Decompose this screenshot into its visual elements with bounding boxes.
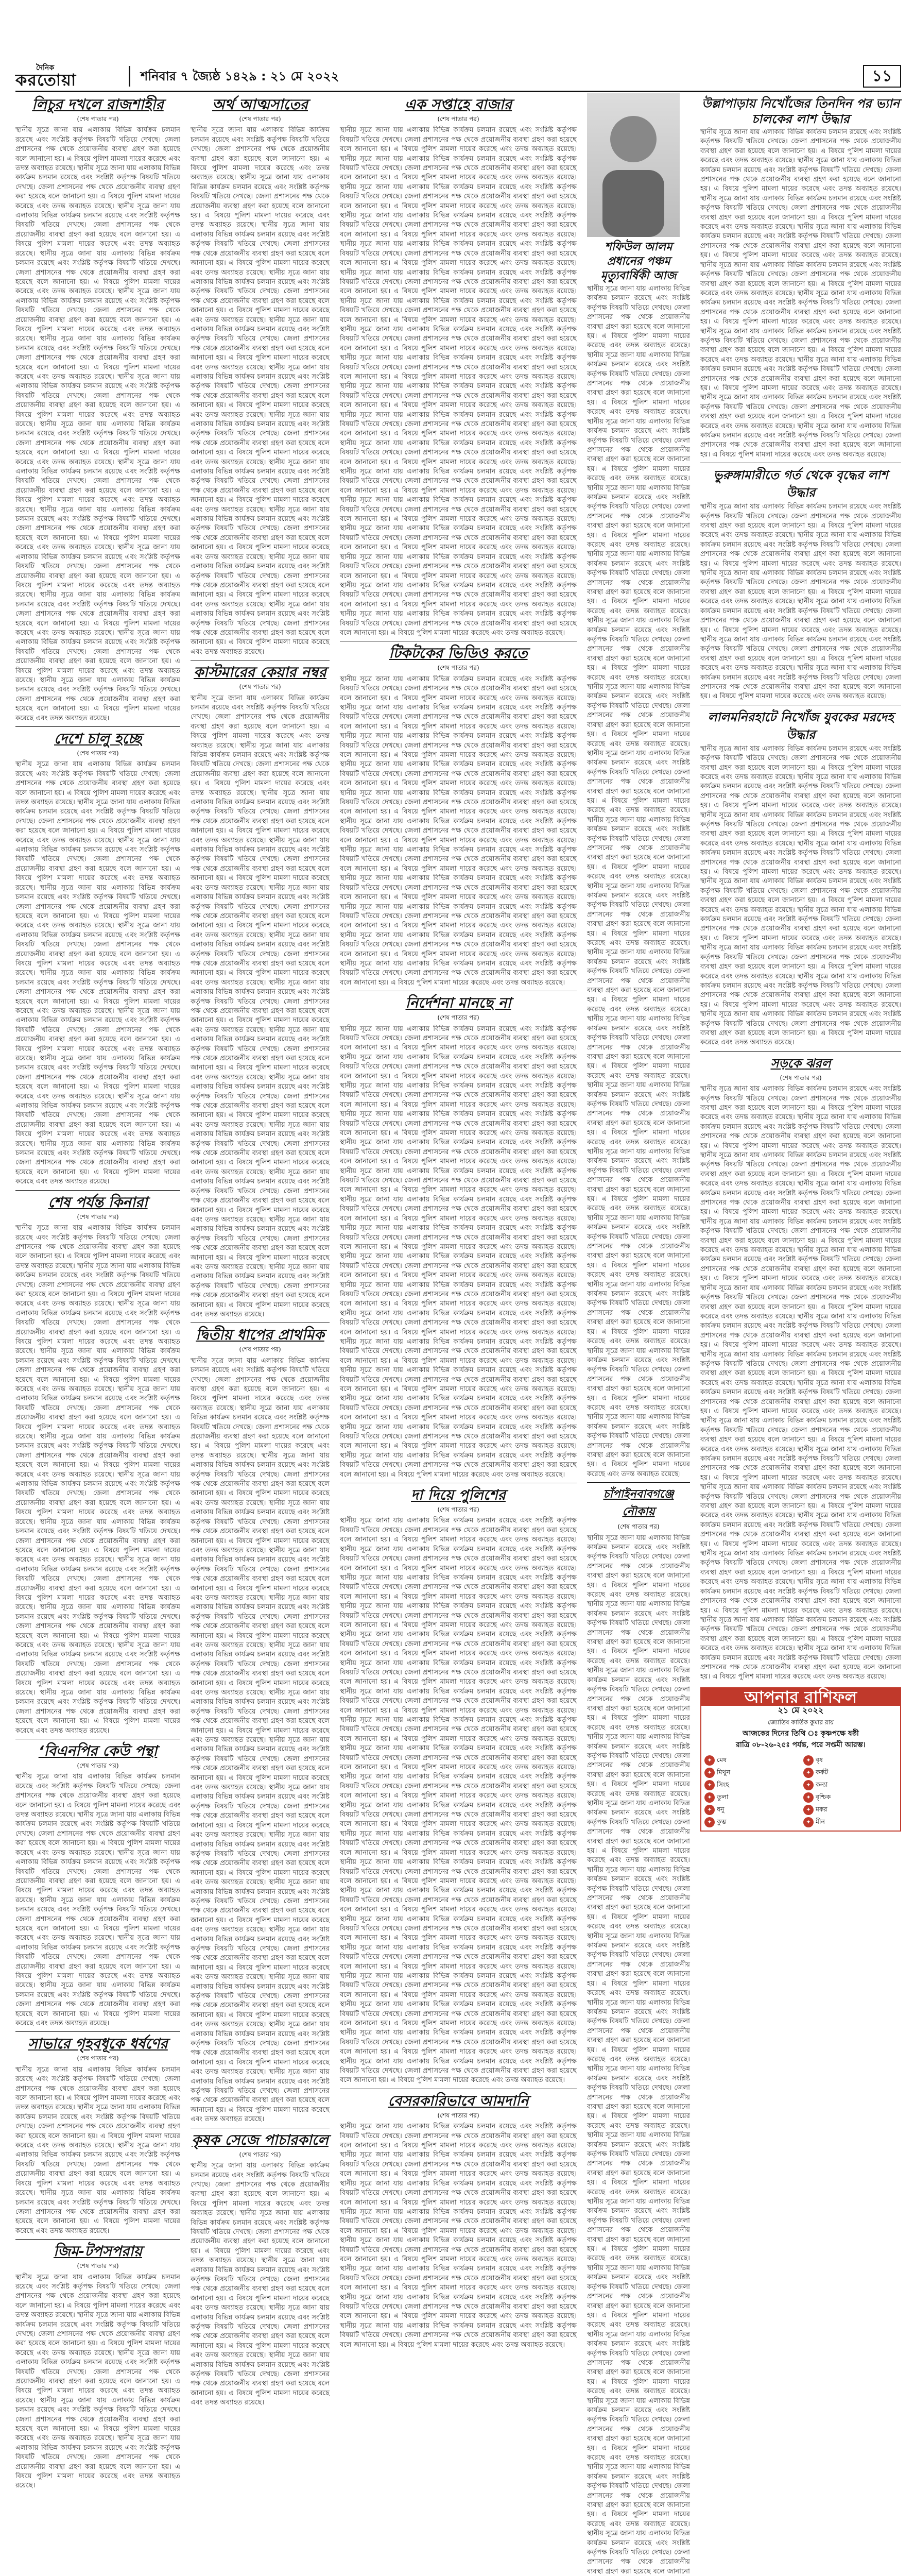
horoscope-sign <box>803 1805 897 1815</box>
horoscope-box <box>700 1687 901 1832</box>
zodiac-icon: ✦ <box>803 1768 814 1778</box>
continued-label: (শেষ পাতার পর) <box>437 1506 479 1514</box>
horoscope-sign <box>803 1755 897 1766</box>
article-body: স্থানীয় সূত্রে জানা যায় এলাকায় বিভিন্ন কার্যক্রম চলমান রয়েছে এবং সংশ্লিষ্ট কর্তৃপক্ষ বিষয়টি খতিয়ে দেখছে। জেলা প্রশাসনের পক্ষ থেকে প্রয়োজনীয় ব্যবস্থা গ্রহণ করা হয়েছে বলে জানানো হয়। এ বিষয়ে পুলিশ মামলা দায়ের করেছে এবং তদন্ত অব্যাহত রয়েছে। স্থানীয় সূত্রে জানা যায় এলাকায় বিভিন্ন কার্যক্রম চলমান রয়েছে এবং সংশ্লিষ্ট কর্তৃপক্ষ বিষয়টি খতিয়ে দেখছে। জেলা প্রশাসনের পক্ষ থেকে প্রয়োজনীয় ব্যবস্থা গ্রহণ করা হয়েছে বলে জানানো হয়। এ বিষয়ে পুলিশ মামলা দায়ের করেছে এবং তদন্ত অব্যাহত রয়েছে। স্থানীয় সূত্রে জানা যায় এলাকায় বিভিন্ন কার্যক্রম চলমান রয়েছে এবং সংশ্লিষ্ট কর্তৃপক্ষ বিষয়টি খতিয়ে দেখছে। জেলা প্রশাসনের পক্ষ থেকে প্রয়োজনীয় ব্যবস্থা গ্রহণ করা হয়েছে বলে জানানো হয়। এ বিষয়ে পুলিশ মামলা দায়ের করেছে এবং তদন্ত অব্যাহত রয়েছে। স্থানীয় সূত্রে জানা যায় এলাকায় বিভিন্ন কার্যক্রম চলমান রয়েছে এবং সংশ্লিষ্ট কর্তৃপক্ষ বিষয়টি খতিয়ে দেখছে। জেলা প্রশাসনের পক্ষ থেকে প্রয়োজনীয় ব্যবস্থা গ্রহণ করা হয়েছে বলে জানানো হয়। এ বিষয়ে পুলিশ মামলা দায়ের করেছে এবং তদন্ত অব্যাহত রয়েছে। স্থানীয় সূত্রে জানা যায় এলাকায় বিভিন্ন কার্যক্রম চলমান রয়েছে এবং সংশ্লিষ্ট কর্তৃপক্ষ বিষয়টি খতিয়ে দেখছে। জেলা প্রশাসনের পক্ষ থেকে প্রয়োজনীয় ব্যবস্থা গ্রহণ করা হয়েছে বলে জানানো হয়। এ বিষয়ে পুলিশ মামলা দায়ের করেছে এবং তদন্ত অব্যাহত রয়েছে। স্থানীয় সূত্রে জানা যায় এলাকায় বিভিন্ন কার্যক্রম চলমান রয়েছে এবং সংশ্লিষ্ট কর্তৃপক্ষ বিষয়টি খতিয়ে দেখছে। জেলা প্রশাসনের পক্ষ থেকে প্রয়োজনীয় ব্যবস্থা গ্রহণ করা হয়েছে বলে জানানো হয়। এ বিষয়ে পুলিশ মামলা দায়ের করেছে এবং তদন্ত অব্যাহত রয়েছে। স্থানীয় সূত্রে জানা যায় এলাকায় বিভিন্ন কার্যক্রম চলমান রয়েছে এবং সংশ্লিষ্ট কর্তৃপক্ষ বিষয়টি খতিয়ে দেখছে। জেলা প্রশাসনের পক্ষ থেকে প্রয়োজনীয় ব্যবস্থা গ্রহণ করা হয়েছে বলে জানানো হয়। এ বিষয়ে পুলিশ মামলা দায়ের করেছে এবং তদন্ত অব্যাহত রয়েছে। স্থানীয় সূত্রে জানা যায় এলাকায় বিভিন্ন কার্যক্রম চলমান রয়েছে এবং সংশ্লিষ্ট কর্তৃপক্ষ বিষয়টি খতিয়ে দেখছে। জেলা প্রশাসনের পক্ষ থেকে প্রয়োজনীয় ব্যবস্থা গ্রহণ করা হয়েছে বলে জানানো হয়। এ বিষয়ে পুলিশ মামলা দায়ের করেছে এবং তদন্ত অব্যাহত রয়েছে। স্থানীয় সূত্রে জানা যায় এলাকায় বিভিন্ন কার্যক্রম চলমান রয়েছে এবং সংশ্লিষ্ট কর্তৃপক্ষ বিষয়টি খতিয়ে দেখছে। জেলা প্রশাসনের পক্ষ থেকে প্রয়োজনীয় ব্যবস্থা গ্রহণ করা হয়েছে বলে জানানো হয়। এ বিষয়ে পুলিশ মামলা দায়ের করেছে এবং তদন্ত অব্যাহত রয়েছে। স্থানীয় সূত্রে জানা যায় এলাকায় বিভিন্ন কার্যক্রম চলমান রয়েছে এবং সংশ্লিষ্ট কর্তৃপক্ষ বিষয়টি খতিয়ে দেখছে। জেলা প্রশাসনের পক্ষ থেকে প্রয়োজনীয় ব্যবস্থা গ্রহণ করা হয়েছে বলে জানানো হয়। এ বিষয়ে পুলিশ মামলা দায়ের করেছে এবং তদন্ত অব্যাহত রয়েছে। স্থানীয় সূত্রে জানা যায় এলাকায় বিভিন্ন কার্যক্রম চলমান রয়েছে এবং সংশ্লিষ্ট কর্তৃপক্ষ বিষয়টি খতিয়ে দেখছে। জেলা প্রশাসনের পক্ষ থেকে প্রয়োজনীয় ব্যবস্থা গ্রহণ করা হয়েছে বলে জানানো হয়। এ বিষয়ে পুলিশ মামলা দায়ের করেছে এবং তদন্ত অব্যাহত রয়েছে। <box>191 126 330 656</box>
headline-a22: সড়কে ঝরল <box>770 1056 831 1071</box>
headline-a21: লালমনিরহাটে নিখোঁজ যুবকের মরদেহ উদ্ধার <box>708 709 894 742</box>
zodiac-icon: ✦ <box>704 1768 715 1778</box>
article-body: স্থানীয় সূত্রে জানা যায় এলাকায় বিভিন্ন কার্যক্রম চলমান রয়েছে এবং সংশ্লিষ্ট কর্তৃপক্ষ বিষয়টি খতিয়ে দেখছে। জেলা প্রশাসনের পক্ষ থেকে প্রয়োজনীয় ব্যবস্থা গ্রহণ করা হয়েছে বলে জানানো হয়। এ বিষয়ে পুলিশ মামলা দায়ের করেছে এবং তদন্ত অব্যাহত রয়েছে। স্থানীয় সূত্রে জানা যায় এলাকায় বিভিন্ন কার্যক্রম চলমান রয়েছে এবং সংশ্লিষ্ট কর্তৃপক্ষ বিষয়টি খতিয়ে দেখছে। জেলা প্রশাসনের পক্ষ থেকে প্রয়োজনীয় ব্যবস্থা গ্রহণ করা হয়েছে বলে জানানো হয়। এ বিষয়ে পুলিশ মামলা দায়ের করেছে এবং তদন্ত অব্যাহত রয়েছে। স্থানীয় সূত্রে জানা যায় এলাকায় বিভিন্ন কার্যক্রম চলমান রয়েছে এবং সংশ্লিষ্ট কর্তৃপক্ষ বিষয়টি খতিয়ে দেখছে। জেলা প্রশাসনের পক্ষ থেকে প্রয়োজনীয় ব্যবস্থা গ্রহণ করা হয়েছে বলে জানানো হয়। এ বিষয়ে পুলিশ মামলা দায়ের করেছে এবং তদন্ত অব্যাহত রয়েছে। স্থানীয় সূত্রে জানা যায় এলাকায় বিভিন্ন কার্যক্রম চলমান রয়েছে এবং সংশ্লিষ্ট কর্তৃপক্ষ বিষয়টি খতিয়ে দেখছে। জেলা প্রশাসনের পক্ষ থেকে প্রয়োজনীয় ব্যবস্থা গ্রহণ করা হয়েছে বলে জানানো হয়। এ বিষয়ে পুলিশ মামলা দায়ের করেছে এবং তদন্ত অব্যাহত রয়েছে। স্থানীয় সূত্রে জানা যায় এলাকায় বিভিন্ন কার্যক্রম চলমান রয়েছে এবং সংশ্লিষ্ট কর্তৃপক্ষ বিষয়টি খতিয়ে দেখছে। জেলা প্রশাসনের পক্ষ থেকে প্রয়োজনীয় ব্যবস্থা গ্রহণ করা হয়েছে বলে জানানো হয়। এ বিষয়ে পুলিশ মামলা দায়ের করেছে এবং তদন্ত অব্যাহত রয়েছে। স্থানীয় সূত্রে জানা যায় এলাকায় বিভিন্ন কার্যক্রম চলমান রয়েছে এবং সংশ্লিষ্ট কর্তৃপক্ষ বিষয়টি খতিয়ে দেখছে। জেলা প্রশাসনের পক্ষ থেকে প্রয়োজনীয় ব্যবস্থা গ্রহণ করা হয়েছে বলে জানানো হয়। এ বিষয়ে পুলিশ মামলা দায়ের করেছে এবং তদন্ত অব্যাহত রয়েছে। স্থানীয় সূত্রে জানা যায় এলাকায় বিভিন্ন কার্যক্রম চলমান রয়েছে এবং সংশ্লিষ্ট কর্তৃপক্ষ বিষয়টি খতিয়ে দেখছে। জেলা প্রশাসনের পক্ষ থেকে প্রয়োজনীয় ব্যবস্থা গ্রহণ করা হয়েছে বলে জানানো হয়। এ বিষয়ে পুলিশ মামলা দায়ের করেছে এবং তদন্ত অব্যাহত রয়েছে। স্থানীয় সূত্রে জানা যায় এলাকায় বিভিন্ন কার্যক্রম চলমান রয়েছে এবং সংশ্লিষ্ট কর্তৃপক্ষ বিষয়টি খতিয়ে দেখছে। জেলা প্রশাসনের পক্ষ থেকে প্রয়োজনীয় ব্যবস্থা গ্রহণ করা হয়েছে বলে জানানো হয়। এ বিষয়ে পুলিশ মামলা দায়ের করেছে এবং তদন্ত অব্যাহত রয়েছে। স্থানীয় সূত্রে জানা যায় এলাকায় বিভিন্ন কার্যক্রম চলমান রয়েছে এবং সংশ্লিষ্ট কর্তৃপক্ষ বিষয়টি খতিয়ে দেখছে। জেলা প্রশাসনের পক্ষ থেকে প্রয়োজনীয় ব্যবস্থা গ্রহণ করা হয়েছে বলে জানানো হয়। এ বিষয়ে পুলিশ মামলা দায়ের করেছে এবং তদন্ত অব্যাহত রয়েছে। স্থানীয় সূত্রে জানা যায় এলাকায় বিভিন্ন কার্যক্রম চলমান রয়েছে এবং সংশ্লিষ্ট কর্তৃপক্ষ বিষয়টি খতিয়ে দেখছে। জেলা প্রশাসনের পক্ষ থেকে প্রয়োজনীয় ব্যবস্থা গ্রহণ করা হয়েছে বলে জানানো হয়। এ বিষয়ে পুলিশ মামলা দায়ের করেছে এবং তদন্ত অব্যাহত রয়েছে। স্থানীয় সূত্রে জানা যায় এলাকায় বিভিন্ন কার্যক্রম চলমান রয়েছে এবং সংশ্লিষ্ট কর্তৃপক্ষ বিষয়টি খতিয়ে দেখছে। জেলা প্রশাসনের পক্ষ থেকে প্রয়োজনীয় ব্যবস্থা গ্রহণ করা হয়েছে বলে জানানো হয়। এ বিষয়ে পুলিশ মামলা দায়ের করেছে এবং তদন্ত অব্যাহত রয়েছে। স্থানীয় সূত্রে জানা যায় এলাকায় বিভিন্ন কার্যক্রম চলমান রয়েছে এবং সংশ্লিষ্ট কর্তৃপক্ষ বিষয়টি খতিয়ে দেখছে। জেলা প্রশাসনের পক্ষ থেকে প্রয়োজনীয় ব্যবস্থা গ্রহণ করা হয়েছে বলে জানানো হয়। এ বিষয়ে পুলিশ মামলা দায়ের করেছে এবং তদন্ত অব্যাহত রয়েছে। স্থানীয় সূত্রে জানা যায় এলাকায় বিভিন্ন কার্যক্রম চলমান রয়েছে এবং সংশ্লিষ্ট কর্তৃপক্ষ বিষয়টি খতিয়ে দেখছে। জেলা প্রশাসনের পক্ষ থেকে প্রয়োজনীয় ব্যবস্থা গ্রহণ করা হয়েছে বলে জানানো হয়। এ বিষয়ে পুলিশ মামলা দায়ের করেছে এবং তদন্ত অব্যাহত রয়েছে। স্থানীয় সূত্রে জানা যায় এলাকায় বিভিন্ন কার্যক্রম চলমান রয়েছে এবং সংশ্লিষ্ট কর্তৃপক্ষ বিষয়টি খতিয়ে দেখছে। জেলা প্রশাসনের পক্ষ থেকে প্রয়োজনীয় ব্যবস্থা গ্রহণ করা হয়েছে বলে জানানো হয়। এ বিষয়ে পুলিশ মামলা দায়ের করেছে এবং তদন্ত অব্যাহত রয়েছে। স্থানীয় সূত্রে জানা যায় এলাকায় বিভিন্ন কার্যক্রম চলমান রয়েছে এবং সংশ্লিষ্ট কর্তৃপক্ষ বিষয়টি খতিয়ে দেখছে। জেলা প্রশাসনের পক্ষ থেকে প্রয়োজনীয় ব্যবস্থা গ্রহণ করা হয়েছে বলে জানানো হয়। এ বিষয়ে পুলিশ মামলা দায়ের করেছে এবং তদন্ত অব্যাহত রয়েছে। স্থানীয় সূত্রে জানা যায় এলাকায় বিভিন্ন কার্যক্রম চলমান রয়েছে এবং সংশ্লিষ্ট কর্তৃপক্ষ বিষয়টি খতিয়ে দেখছে। জেলা প্রশাসনের পক্ষ থেকে প্রয়োজনীয় ব্যবস্থা গ্রহণ করা হয়েছে বলে জানানো হয়। এ বিষয়ে পুলিশ মামলা দায়ের করেছে এবং তদন্ত অব্যাহত রয়েছে। স্থানীয় সূত্রে জানা যায় এলাকায় বিভিন্ন কার্যক্রম চলমান রয়েছে এবং সংশ্লিষ্ট কর্তৃপক্ষ বিষয়টি খতিয়ে দেখছে। জেলা প্রশাসনের পক্ষ থেকে প্রয়োজনীয় ব্যবস্থা গ্রহণ করা হয়েছে বলে জানানো হয়। এ বিষয়ে পুলিশ মামলা দায়ের করেছে এবং তদন্ত অব্যাহত রয়েছে। স্থানীয় সূত্রে জানা যায় এলাকায় বিভিন্ন কার্যক্রম চলমান রয়েছে এবং সংশ্লিষ্ট কর্তৃপক্ষ বিষয়টি খতিয়ে দেখছে। জেলা প্রশাসনের পক্ষ থেকে প্রয়োজনীয় ব্যবস্থা গ্রহণ করা হয়েছে বলে জানানো হয়। এ বিষয়ে পুলিশ মামলা দায়ের করেছে এবং তদন্ত অব্যাহত রয়েছে। <box>700 1085 901 1681</box>
headline-a13: নির্দেশনা মানছে না <box>405 994 511 1012</box>
horoscope-time: রাত্রি ০৮-২৬-২৫ঃ পর্যন্ত, পরে সপ্তমী আরম্ভ। <box>736 1741 866 1750</box>
horoscope-sign-name: মিথুন <box>717 1768 731 1776</box>
horoscope-sign-name: বৃষ <box>816 1755 823 1764</box>
article-body: স্থানীয় সূত্রে জানা যায় এলাকায় বিভিন্ন কার্যক্রম চলমান রয়েছে এবং সংশ্লিষ্ট কর্তৃপক্ষ বিষয়টি খতিয়ে দেখছে। জেলা প্রশাসনের পক্ষ থেকে প্রয়োজনীয় ব্যবস্থা গ্রহণ করা হয়েছে বলে জানানো হয়। এ বিষয়ে পুলিশ মামলা দায়ের করেছে এবং তদন্ত অব্যাহত রয়েছে। স্থানীয় সূত্রে জানা যায় এলাকায় বিভিন্ন কার্যক্রম চলমান রয়েছে এবং সংশ্লিষ্ট কর্তৃপক্ষ বিষয়টি খতিয়ে দেখছে। জেলা প্রশাসনের পক্ষ থেকে প্রয়োজনীয় ব্যবস্থা গ্রহণ করা হয়েছে বলে জানানো হয়। এ বিষয়ে পুলিশ মামলা দায়ের করেছে এবং তদন্ত অব্যাহত রয়েছে। স্থানীয় সূত্রে জানা যায় এলাকায় বিভিন্ন কার্যক্রম চলমান রয়েছে এবং সংশ্লিষ্ট কর্তৃপক্ষ বিষয়টি খতিয়ে দেখছে। জেলা প্রশাসনের পক্ষ থেকে প্রয়োজনীয় ব্যবস্থা গ্রহণ করা হয়েছে বলে জানানো হয়। এ বিষয়ে পুলিশ মামলা দায়ের করেছে এবং তদন্ত অব্যাহত রয়েছে। স্থানীয় সূত্রে জানা যায় এলাকায় বিভিন্ন কার্যক্রম চলমান রয়েছে এবং সংশ্লিষ্ট কর্তৃপক্ষ বিষয়টি খতিয়ে দেখছে। জেলা প্রশাসনের পক্ষ থেকে প্রয়োজনীয় ব্যবস্থা গ্রহণ করা হয়েছে বলে জানানো হয়। এ বিষয়ে পুলিশ মামলা দায়ের করেছে এবং তদন্ত অব্যাহত রয়েছে। স্থানীয় সূত্রে জানা যায় এলাকায় বিভিন্ন কার্যক্রম চলমান রয়েছে এবং সংশ্লিষ্ট কর্তৃপক্ষ বিষয়টি খতিয়ে দেখছে। জেলা প্রশাসনের পক্ষ থেকে প্রয়োজনীয় ব্যবস্থা গ্রহণ করা হয়েছে বলে জানানো হয়। এ বিষয়ে পুলিশ মামলা দায়ের করেছে এবং তদন্ত অব্যাহত রয়েছে। স্থানীয় সূত্রে জানা যায় এলাকায় বিভিন্ন কার্যক্রম চলমান রয়েছে এবং সংশ্লিষ্ট কর্তৃপক্ষ বিষয়টি খতিয়ে দেখছে। জেলা প্রশাসনের পক্ষ থেকে প্রয়োজনীয় ব্যবস্থা গ্রহণ করা হয়েছে বলে জানানো হয়। এ বিষয়ে পুলিশ মামলা দায়ের করেছে এবং তদন্ত অব্যাহত রয়েছে। <box>700 503 901 701</box>
horoscope-sign <box>803 1780 897 1790</box>
headline-a15: বেসরকারিভাবে আমদানি <box>388 2092 529 2109</box>
headline-a19: উল্লাপাড়ায় নিখোঁজের তিনদিন পর ভ্যান চালকের লাশ উদ্ধার <box>701 96 900 126</box>
headline-a14: দা দিয়ে পুলিশের <box>411 1486 506 1504</box>
horoscope-sign <box>803 1817 897 1827</box>
article-body: স্থানীয় সূত্রে জানা যায় এলাকায় বিভিন্ন কার্যক্রম চলমান রয়েছে এবং সংশ্লিষ্ট কর্তৃপক্ষ বিষয়টি খতিয়ে দেখছে। জেলা প্রশাসনের পক্ষ থেকে প্রয়োজনীয় ব্যবস্থা গ্রহণ করা হয়েছে বলে জানানো হয়। এ বিষয়ে পুলিশ মামলা দায়ের করেছে এবং তদন্ত অব্যাহত রয়েছে। স্থানীয় সূত্রে জানা যায় এলাকায় বিভিন্ন কার্যক্রম চলমান রয়েছে এবং সংশ্লিষ্ট কর্তৃপক্ষ বিষয়টি খতিয়ে দেখছে। জেলা প্রশাসনের পক্ষ থেকে প্রয়োজনীয় ব্যবস্থা গ্রহণ করা হয়েছে বলে জানানো হয়। এ বিষয়ে পুলিশ মামলা দায়ের করেছে এবং তদন্ত অব্যাহত রয়েছে। স্থানীয় সূত্রে জানা যায় এলাকায় বিভিন্ন কার্যক্রম চলমান রয়েছে এবং সংশ্লিষ্ট কর্তৃপক্ষ বিষয়টি খতিয়ে দেখছে। জেলা প্রশাসনের পক্ষ থেকে প্রয়োজনীয় ব্যবস্থা গ্রহণ করা হয়েছে বলে জানানো হয়। এ বিষয়ে পুলিশ মামলা দায়ের করেছে এবং তদন্ত অব্যাহত রয়েছে। স্থানীয় সূত্রে জানা যায় এলাকায় বিভিন্ন কার্যক্রম চলমান রয়েছে এবং সংশ্লিষ্ট কর্তৃপক্ষ বিষয়টি খতিয়ে দেখছে। জেলা প্রশাসনের পক্ষ থেকে প্রয়োজনীয় ব্যবস্থা গ্রহণ করা হয়েছে বলে জানানো হয়। এ বিষয়ে পুলিশ মামলা দায়ের করেছে এবং তদন্ত অব্যাহত রয়েছে। স্থানীয় সূত্রে জানা যায় এলাকায় বিভিন্ন কার্যক্রম চলমান রয়েছে এবং সংশ্লিষ্ট কর্তৃপক্ষ বিষয়টি খতিয়ে দেখছে। জেলা প্রশাসনের পক্ষ থেকে প্রয়োজনীয় ব্যবস্থা গ্রহণ করা হয়েছে বলে জানানো হয়। এ বিষয়ে পুলিশ মামলা দায়ের করেছে এবং তদন্ত অব্যাহত রয়েছে। স্থানীয় সূত্রে জানা যায় এলাকায় বিভিন্ন কার্যক্রম চলমান রয়েছে এবং সংশ্লিষ্ট কর্তৃপক্ষ বিষয়টি খতিয়ে দেখছে। জেলা প্রশাসনের পক্ষ থেকে প্রয়োজনীয় ব্যবস্থা গ্রহণ করা হয়েছে বলে জানানো হয়। এ বিষয়ে পুলিশ মামলা দায়ের করেছে এবং তদন্ত অব্যাহত রয়েছে। স্থানীয় সূত্রে জানা যায় এলাকায় বিভিন্ন কার্যক্রম চলমান রয়েছে এবং সংশ্লিষ্ট কর্তৃপক্ষ বিষয়টি খতিয়ে দেখছে। জেলা প্রশাসনের পক্ষ থেকে প্রয়োজনীয় ব্যবস্থা গ্রহণ করা হয়েছে বলে জানানো হয়। এ বিষয়ে পুলিশ মামলা দায়ের করেছে এবং তদন্ত অব্যাহত রয়েছে। স্থানীয় সূত্রে জানা যায় এলাকায় বিভিন্ন কার্যক্রম চলমান রয়েছে এবং সংশ্লিষ্ট কর্তৃপক্ষ বিষয়টি খতিয়ে দেখছে। জেলা প্রশাসনের পক্ষ থেকে প্রয়োজনীয় ব্যবস্থা গ্রহণ করা হয়েছে বলে জানানো হয়। এ বিষয়ে পুলিশ মামলা দায়ের করেছে এবং তদন্ত অব্যাহত রয়েছে। স্থানীয় সূত্রে জানা যায় এলাকায় বিভিন্ন কার্যক্রম চলমান রয়েছে এবং সংশ্লিষ্ট কর্তৃপক্ষ বিষয়টি খতিয়ে দেখছে। জেলা প্রশাসনের পক্ষ থেকে প্রয়োজনীয় ব্যবস্থা গ্রহণ করা হয়েছে বলে জানানো হয়। এ বিষয়ে পুলিশ মামলা দায়ের করেছে এবং তদন্ত অব্যাহত রয়েছে। স্থানীয় সূত্রে জানা যায় এলাকায় বিভিন্ন কার্যক্রম চলমান রয়েছে এবং সংশ্লিষ্ট কর্তৃপক্ষ বিষয়টি খতিয়ে দেখছে। জেলা প্রশাসনের পক্ষ থেকে প্রয়োজনীয় ব্যবস্থা গ্রহণ করা হয়েছে বলে জানানো হয়। এ বিষয়ে পুলিশ মামলা দায়ের করেছে এবং তদন্ত অব্যাহত রয়েছে। স্থানীয় সূত্রে জানা যায় এলাকায় বিভিন্ন কার্যক্রম চলমান রয়েছে এবং সংশ্লিষ্ট কর্তৃপক্ষ বিষয়টি খতিয়ে দেখছে। জেলা প্রশাসনের পক্ষ থেকে প্রয়োজনীয় ব্যবস্থা গ্রহণ করা হয়েছে বলে জানানো হয়। এ বিষয়ে পুলিশ মামলা দায়ের করেছে এবং তদন্ত অব্যাহত রয়েছে। স্থানীয় সূত্রে জানা যায় এলাকায় বিভিন্ন কার্যক্রম চলমান রয়েছে এবং সংশ্লিষ্ট কর্তৃপক্ষ বিষয়টি খতিয়ে দেখছে। জেলা প্রশাসনের পক্ষ থেকে প্রয়োজনীয় ব্যবস্থা গ্রহণ করা হয়েছে বলে জানানো হয়। এ বিষয়ে পুলিশ মামলা দায়ের করেছে এবং তদন্ত অব্যাহত রয়েছে। স্থানীয় সূত্রে জানা যায় এলাকায় বিভিন্ন কার্যক্রম চলমান রয়েছে এবং সংশ্লিষ্ট কর্তৃপক্ষ বিষয়টি খতিয়ে দেখছে। জেলা প্রশাসনের পক্ষ থেকে প্রয়োজনীয় ব্যবস্থা গ্রহণ করা হয়েছে বলে জানানো হয়। এ বিষয়ে পুলিশ মামলা দায়ের করেছে এবং তদন্ত অব্যাহত রয়েছে। স্থানীয় সূত্রে জানা যায় এলাকায় বিভিন্ন কার্যক্রম চলমান রয়েছে এবং সংশ্লিষ্ট কর্তৃপক্ষ বিষয়টি খতিয়ে দেখছে। জেলা প্রশাসনের পক্ষ থেকে প্রয়োজনীয় ব্যবস্থা গ্রহণ করা হয়েছে বলে জানানো হয়। এ বিষয়ে পুলিশ মামলা দায়ের করেছে এবং তদন্ত অব্যাহত রয়েছে। স্থানীয় সূত্রে জানা যায় এলাকায় বিভিন্ন কার্যক্রম চলমান রয়েছে এবং সংশ্লিষ্ট কর্তৃপক্ষ বিষয়টি খতিয়ে দেখছে। জেলা প্রশাসনের পক্ষ থেকে প্রয়োজনীয় ব্যবস্থা গ্রহণ করা হয়েছে বলে জানানো হয়। এ বিষয়ে পুলিশ মামলা দায়ের করেছে এবং তদন্ত অব্যাহত রয়েছে। স্থানীয় সূত্রে জানা যায় এলাকায় বিভিন্ন কার্যক্রম চলমান রয়েছে এবং সংশ্লিষ্ট কর্তৃপক্ষ বিষয়টি খতিয়ে দেখছে। জেলা প্রশাসনের পক্ষ থেকে প্রয়োজনীয় ব্যবস্থা গ্রহণ করা হয়েছে বলে জানানো হয়। এ বিষয়ে পুলিশ মামলা দায়ের করেছে এবং তদন্ত অব্যাহত রয়েছে। <box>191 1357 330 2124</box>
article-body: স্থানীয় সূত্রে জানা যায় এলাকায় বিভিন্ন কার্যক্রম চলমান রয়েছে এবং সংশ্লিষ্ট কর্তৃপক্ষ বিষয়টি খতিয়ে দেখছে। জেলা প্রশাসনের পক্ষ থেকে প্রয়োজনীয় ব্যবস্থা গ্রহণ করা হয়েছে বলে জানানো হয়। এ বিষয়ে পুলিশ মামলা দায়ের করেছে এবং তদন্ত অব্যাহত রয়েছে। স্থানীয় সূত্রে জানা যায় এলাকায় বিভিন্ন কার্যক্রম চলমান রয়েছে এবং সংশ্লিষ্ট কর্তৃপক্ষ বিষয়টি খতিয়ে দেখছে। জেলা প্রশাসনের পক্ষ থেকে প্রয়োজনীয় ব্যবস্থা গ্রহণ করা হয়েছে বলে জানানো হয়। এ বিষয়ে পুলিশ মামলা দায়ের করেছে এবং তদন্ত অব্যাহত রয়েছে। স্থানীয় সূত্রে জানা যায় এলাকায় বিভিন্ন কার্যক্রম চলমান রয়েছে এবং সংশ্লিষ্ট কর্তৃপক্ষ বিষয়টি খতিয়ে দেখছে। জেলা প্রশাসনের পক্ষ থেকে প্রয়োজনীয় ব্যবস্থা গ্রহণ করা হয়েছে বলে জানানো হয়। এ বিষয়ে পুলিশ মামলা দায়ের করেছে এবং তদন্ত অব্যাহত রয়েছে। স্থানীয় সূত্রে জানা যায় এলাকায় বিভিন্ন কার্যক্রম চলমান রয়েছে এবং সংশ্লিষ্ট কর্তৃপক্ষ বিষয়টি খতিয়ে দেখছে। জেলা প্রশাসনের পক্ষ থেকে প্রয়োজনীয় ব্যবস্থা গ্রহণ করা হয়েছে বলে জানানো হয়। এ বিষয়ে পুলিশ মামলা দায়ের করেছে এবং তদন্ত অব্যাহত রয়েছে। স্থানীয় সূত্রে জানা যায় এলাকায় বিভিন্ন কার্যক্রম চলমান রয়েছে এবং সংশ্লিষ্ট কর্তৃপক্ষ বিষয়টি খতিয়ে দেখছে। জেলা প্রশাসনের পক্ষ থেকে প্রয়োজনীয় ব্যবস্থা গ্রহণ করা হয়েছে বলে জানানো হয়। এ বিষয়ে পুলিশ মামলা দায়ের করেছে এবং তদন্ত অব্যাহত রয়েছে। স্থানীয় সূত্রে জানা যায় এলাকায় বিভিন্ন কার্যক্রম চলমান রয়েছে এবং সংশ্লিষ্ট কর্তৃপক্ষ বিষয়টি খতিয়ে দেখছে। জেলা প্রশাসনের পক্ষ থেকে প্রয়োজনীয় ব্যবস্থা গ্রহণ করা হয়েছে বলে জানানো হয়। এ বিষয়ে পুলিশ মামলা দায়ের করেছে এবং তদন্ত অব্যাহত রয়েছে। স্থানীয় সূত্রে জানা যায় এলাকায় বিভিন্ন কার্যক্রম চলমান রয়েছে এবং সংশ্লিষ্ট কর্তৃপক্ষ বিষয়টি খতিয়ে দেখছে। জেলা প্রশাসনের পক্ষ থেকে প্রয়োজনীয় ব্যবস্থা গ্রহণ করা হয়েছে বলে জানানো হয়। এ বিষয়ে পুলিশ মামলা দায়ের করেছে এবং তদন্ত অব্যাহত রয়েছে। স্থানীয় সূত্রে জানা যায় এলাকায় বিভিন্ন কার্যক্রম চলমান রয়েছে এবং সংশ্লিষ্ট কর্তৃপক্ষ বিষয়টি খতিয়ে দেখছে। জেলা প্রশাসনের পক্ষ থেকে প্রয়োজনীয় ব্যবস্থা গ্রহণ করা হয়েছে বলে জানানো হয়। এ বিষয়ে পুলিশ মামলা দায়ের করেছে এবং তদন্ত অব্যাহত রয়েছে। স্থানীয় সূত্রে জানা যায় এলাকায় বিভিন্ন কার্যক্রম চলমান রয়েছে এবং সংশ্লিষ্ট কর্তৃপক্ষ বিষয়টি খতিয়ে দেখছে। জেলা প্রশাসনের পক্ষ থেকে প্রয়োজনীয় ব্যবস্থা গ্রহণ করা হয়েছে বলে জানানো হয়। এ বিষয়ে পুলিশ মামলা দায়ের করেছে এবং তদন্ত অব্যাহত রয়েছে। স্থানীয় সূত্রে জানা যায় এলাকায় বিভিন্ন কার্যক্রম চলমান রয়েছে এবং সংশ্লিষ্ট কর্তৃপক্ষ বিষয়টি খতিয়ে দেখছে। জেলা প্রশাসনের পক্ষ থেকে প্রয়োজনীয় ব্যবস্থা গ্রহণ করা হয়েছে বলে জানানো হয়। এ বিষয়ে পুলিশ মামলা দায়ের করেছে এবং তদন্ত অব্যাহত রয়েছে। স্থানীয় সূত্রে জানা যায় এলাকায় বিভিন্ন কার্যক্রম চলমান রয়েছে এবং সংশ্লিষ্ট কর্তৃপক্ষ বিষয়টি খতিয়ে দেখছে। জেলা প্রশাসনের পক্ষ থেকে প্রয়োজনীয় ব্যবস্থা গ্রহণ করা হয়েছে বলে জানানো হয়। এ বিষয়ে পুলিশ মামলা দায়ের করেছে এবং তদন্ত অব্যাহত রয়েছে। স্থানীয় সূত্রে জানা যায় এলাকায় বিভিন্ন কার্যক্রম চলমান রয়েছে এবং সংশ্লিষ্ট কর্তৃপক্ষ বিষয়টি খতিয়ে দেখছে। জেলা প্রশাসনের পক্ষ থেকে প্রয়োজনীয় ব্যবস্থা গ্রহণ করা হয়েছে বলে জানানো হয়। এ বিষয়ে পুলিশ মামলা দায়ের করেছে এবং তদন্ত অব্যাহত রয়েছে। স্থানীয় সূত্রে জানা যায় এলাকায় বিভিন্ন কার্যক্রম চলমান রয়েছে এবং সংশ্লিষ্ট কর্তৃপক্ষ বিষয়টি খতিয়ে দেখছে। জেলা প্রশাসনের পক্ষ থেকে প্রয়োজনীয় ব্যবস্থা গ্রহণ করা হয়েছে বলে জানানো হয়। এ বিষয়ে পুলিশ মামলা দায়ের করেছে এবং তদন্ত অব্যাহত রয়েছে। স্থানীয় সূত্রে জানা যায় এলাকায় বিভিন্ন কার্যক্রম চলমান রয়েছে এবং সংশ্লিষ্ট কর্তৃপক্ষ বিষয়টি খতিয়ে দেখছে। জেলা প্রশাসনের পক্ষ থেকে প্রয়োজনীয় ব্যবস্থা গ্রহণ করা হয়েছে বলে জানানো হয়। এ বিষয়ে পুলিশ মামলা দায়ের করেছে এবং তদন্ত অব্যাহত রয়েছে। <box>15 126 180 722</box>
continued-label: (শেষ পাতার পর) <box>437 2111 479 2119</box>
article-body: স্থানীয় সূত্রে জানা যায় এলাকায় বিভিন্ন কার্যক্রম চলমান রয়েছে এবং সংশ্লিষ্ট কর্তৃপক্ষ বিষয়টি খতিয়ে দেখছে। জেলা প্রশাসনের পক্ষ থেকে প্রয়োজনীয় ব্যবস্থা গ্রহণ করা হয়েছে বলে জানানো হয়। এ বিষয়ে পুলিশ মামলা দায়ের করেছে এবং তদন্ত অব্যাহত রয়েছে। স্থানীয় সূত্রে জানা যায় এলাকায় বিভিন্ন কার্যক্রম চলমান রয়েছে এবং সংশ্লিষ্ট কর্তৃপক্ষ বিষয়টি খতিয়ে দেখছে। জেলা প্রশাসনের পক্ষ থেকে প্রয়োজনীয় ব্যবস্থা গ্রহণ করা হয়েছে বলে জানানো হয়। এ বিষয়ে পুলিশ মামলা দায়ের করেছে এবং তদন্ত অব্যাহত রয়েছে। স্থানীয় সূত্রে জানা যায় এলাকায় বিভিন্ন কার্যক্রম চলমান রয়েছে এবং সংশ্লিষ্ট কর্তৃপক্ষ বিষয়টি খতিয়ে দেখছে। জেলা প্রশাসনের পক্ষ থেকে প্রয়োজনীয় ব্যবস্থা গ্রহণ করা হয়েছে বলে জানানো হয়। এ বিষয়ে পুলিশ মামলা দায়ের করেছে এবং তদন্ত অব্যাহত রয়েছে। স্থানীয় সূত্রে জানা যায় এলাকায় বিভিন্ন কার্যক্রম চলমান রয়েছে এবং সংশ্লিষ্ট কর্তৃপক্ষ বিষয়টি খতিয়ে দেখছে। জেলা প্রশাসনের পক্ষ থেকে প্রয়োজনীয় ব্যবস্থা গ্রহণ করা হয়েছে বলে জানানো হয়। এ বিষয়ে পুলিশ মামলা দায়ের করেছে এবং তদন্ত অব্যাহত রয়েছে। স্থানীয় সূত্রে জানা যায় এলাকায় বিভিন্ন কার্যক্রম চলমান রয়েছে এবং সংশ্লিষ্ট কর্তৃপক্ষ বিষয়টি খতিয়ে দেখছে। জেলা প্রশাসনের পক্ষ থেকে প্রয়োজনীয় ব্যবস্থা গ্রহণ করা হয়েছে বলে জানানো হয়। এ বিষয়ে পুলিশ মামলা দায়ের করেছে এবং তদন্ত অব্যাহত রয়েছে। স্থানীয় সূত্রে জানা যায় এলাকায় বিভিন্ন কার্যক্রম চলমান রয়েছে এবং সংশ্লিষ্ট কর্তৃপক্ষ বিষয়টি খতিয়ে দেখছে। জেলা প্রশাসনের পক্ষ থেকে প্রয়োজনীয় ব্যবস্থা গ্রহণ করা হয়েছে বলে জানানো হয়। এ বিষয়ে পুলিশ মামলা দায়ের করেছে এবং তদন্ত অব্যাহত রয়েছে। স্থানীয় সূত্রে জানা যায় এলাকায় বিভিন্ন কার্যক্রম চলমান রয়েছে এবং সংশ্লিষ্ট কর্তৃপক্ষ বিষয়টি খতিয়ে দেখছে। জেলা প্রশাসনের পক্ষ থেকে প্রয়োজনীয় ব্যবস্থা গ্রহণ করা হয়েছে বলে জানানো হয়। এ বিষয়ে পুলিশ মামলা দায়ের করেছে এবং তদন্ত অব্যাহত রয়েছে। স্থানীয় সূত্রে জানা যায় এলাকায় বিভিন্ন কার্যক্রম চলমান রয়েছে এবং সংশ্লিষ্ট কর্তৃপক্ষ বিষয়টি খতিয়ে দেখছে। জেলা প্রশাসনের পক্ষ থেকে প্রয়োজনীয় ব্যবস্থা গ্রহণ করা হয়েছে বলে জানানো হয়। এ বিষয়ে পুলিশ মামলা দায়ের করেছে এবং তদন্ত অব্যাহত রয়েছে। স্থানীয় সূত্রে জানা যায় এলাকায় বিভিন্ন কার্যক্রম চলমান রয়েছে এবং সংশ্লিষ্ট কর্তৃপক্ষ বিষয়টি খতিয়ে দেখছে। জেলা প্রশাসনের পক্ষ থেকে প্রয়োজনীয় ব্যবস্থা গ্রহণ করা হয়েছে বলে জানানো হয়। এ বিষয়ে পুলিশ মামলা দায়ের করেছে এবং তদন্ত অব্যাহত রয়েছে। স্থানীয় সূত্রে জানা যায় এলাকায় বিভিন্ন কার্যক্রম চলমান রয়েছে এবং সংশ্লিষ্ট কর্তৃপক্ষ বিষয়টি খতিয়ে দেখছে। জেলা প্রশাসনের পক্ষ থেকে প্রয়োজনীয় ব্যবস্থা গ্রহণ করা হয়েছে বলে জানানো হয়। এ বিষয়ে পুলিশ মামলা দায়ের করেছে এবং তদন্ত অব্যাহত রয়েছে। স্থানীয় সূত্রে জানা যায় এলাকায় বিভিন্ন কার্যক্রম চলমান রয়েছে এবং সংশ্লিষ্ট কর্তৃপক্ষ বিষয়টি খতিয়ে দেখছে। জেলা প্রশাসনের পক্ষ থেকে প্রয়োজনীয় ব্যবস্থা গ্রহণ করা হয়েছে বলে জানানো হয়। এ বিষয়ে পুলিশ মামলা দায়ের করেছে এবং তদন্ত অব্যাহত রয়েছে। স্থানীয় সূত্রে জানা যায় এলাকায় বিভিন্ন কার্যক্রম চলমান রয়েছে এবং সংশ্লিষ্ট কর্তৃপক্ষ বিষয়টি খতিয়ে দেখছে। জেলা প্রশাসনের পক্ষ থেকে প্রয়োজনীয় ব্যবস্থা গ্রহণ করা হয়েছে বলে জানানো হয়। এ বিষয়ে পুলিশ মামলা দায়ের করেছে এবং তদন্ত অব্যাহত রয়েছে। স্থানীয় সূত্রে জানা যায় এলাকায় বিভিন্ন কার্যক্রম চলমান রয়েছে এবং সংশ্লিষ্ট কর্তৃপক্ষ বিষয়টি খতিয়ে দেখছে। জেলা প্রশাসনের পক্ষ থেকে প্রয়োজনীয় ব্যবস্থা গ্রহণ করা হয়েছে বলে জানানো হয়। এ বিষয়ে পুলিশ মামলা দায়ের করেছে এবং তদন্ত অব্যাহত রয়েছে। স্থানীয় সূত্রে জানা যায় এলাকায় বিভিন্ন কার্যক্রম চলমান রয়েছে এবং সংশ্লিষ্ট কর্তৃপক্ষ বিষয়টি খতিয়ে দেখছে। জেলা প্রশাসনের পক্ষ থেকে প্রয়োজনীয় ব্যবস্থা গ্রহণ করা হয়েছে বলে জানানো হয়। এ বিষয়ে পুলিশ মামলা দায়ের করেছে এবং তদন্ত অব্যাহত রয়েছে। স্থানীয় সূত্রে জানা যায় এলাকায় বিভিন্ন কার্যক্রম চলমান রয়েছে এবং সংশ্লিষ্ট কর্তৃপক্ষ বিষয়টি খতিয়ে দেখছে। জেলা প্রশাসনের পক্ষ থেকে প্রয়োজনীয় ব্যবস্থা গ্রহণ করা হয়েছে বলে জানানো হয়। এ বিষয়ে পুলিশ মামলা দায়ের করেছে এবং তদন্ত অব্যাহত রয়েছে। স্থানীয় সূত্রে জানা যায় এলাকায় বিভিন্ন কার্যক্রম চলমান রয়েছে এবং সংশ্লিষ্ট কর্তৃপক্ষ বিষয়টি খতিয়ে দেখছে। জেলা প্রশাসনের পক্ষ থেকে প্রয়োজনীয় ব্যবস্থা গ্রহণ করা হয়েছে বলে জানানো হয়। এ বিষয়ে পুলিশ মামলা দায়ের করেছে এবং তদন্ত অব্যাহত রয়েছে। স্থানীয় সূত্রে জানা যায় এলাকায় বিভিন্ন কার্যক্রম চলমান রয়েছে এবং সংশ্লিষ্ট কর্তৃপক্ষ বিষয়টি খতিয়ে দেখছে। জেলা প্রশাসনের পক্ষ থেকে প্রয়োজনীয় ব্যবস্থা গ্রহণ করা হয়েছে বলে জানানো হয়। এ বিষয়ে পুলিশ মামলা দায়ের করেছে এবং তদন্ত অব্যাহত রয়েছে। স্থানীয় সূত্রে জানা যায় এলাকায় বিভিন্ন কার্যক্রম চলমান রয়েছে এবং সংশ্লিষ্ট কর্তৃপক্ষ বিষয়টি খতিয়ে দেখছে। জেলা প্রশাসনের পক্ষ থেকে প্রয়োজনীয় ব্যবস্থা গ্রহণ করা হয়েছে বলে জানানো হয়। এ বিষয়ে পুলিশ মামলা দায়ের করেছে এবং তদন্ত অব্যাহত রয়েছে। স্থানীয় সূত্রে জানা যায় এলাকায় বিভিন্ন কার্যক্রম চলমান রয়েছে এবং সংশ্লিষ্ট কর্তৃপক্ষ বিষয়টি খতিয়ে দেখছে। জেলা প্রশাসনের পক্ষ থেকে প্রয়োজনীয় ব্যবস্থা গ্রহণ করা হয়েছে বলে জানানো হয়। এ বিষয়ে পুলিশ মামলা দায়ের করেছে এবং তদন্ত অব্যাহত রয়েছে। স্থানীয় সূত্রে জানা যায় এলাকায় বিভিন্ন কার্যক্রম চলমান রয়েছে এবং সংশ্লিষ্ট কর্তৃপক্ষ বিষয়টি খতিয়ে দেখছে। জেলা প্রশাসনের পক্ষ থেকে প্রয়োজনীয় ব্যবস্থা গ্রহণ করা হয়েছে বলে জানানো হয়। এ বিষয়ে পুলিশ মামলা দায়ের করেছে এবং তদন্ত অব্যাহত রয়েছে। <box>340 1517 577 2084</box>
horoscope-sign-name: মেষ <box>717 1755 727 1764</box>
zodiac-icon: ✦ <box>803 1817 814 1827</box>
horoscope-sign-name: কুম্ভ <box>717 1817 727 1825</box>
column-5 <box>700 93 901 1826</box>
column-2 <box>191 93 330 2407</box>
article-body: স্থানীয় সূত্রে জানা যায় এলাকায় বিভিন্ন কার্যক্রম চলমান রয়েছে এবং সংশ্লিষ্ট কর্তৃপক্ষ বিষয়টি খতিয়ে দেখছে। জেলা প্রশাসনের পক্ষ থেকে প্রয়োজনীয় ব্যবস্থা গ্রহণ করা হয়েছে বলে জানানো হয়। এ বিষয়ে পুলিশ মামলা দায়ের করেছে এবং তদন্ত অব্যাহত রয়েছে। স্থানীয় সূত্রে জানা যায় এলাকায় বিভিন্ন কার্যক্রম চলমান রয়েছে এবং সংশ্লিষ্ট কর্তৃপক্ষ বিষয়টি খতিয়ে দেখছে। জেলা প্রশাসনের পক্ষ থেকে প্রয়োজনীয় ব্যবস্থা গ্রহণ করা হয়েছে বলে জানানো হয়। এ বিষয়ে পুলিশ মামলা দায়ের করেছে এবং তদন্ত অব্যাহত রয়েছে। স্থানীয় সূত্রে জানা যায় এলাকায় বিভিন্ন কার্যক্রম চলমান রয়েছে এবং সংশ্লিষ্ট কর্তৃপক্ষ বিষয়টি খতিয়ে দেখছে। জেলা প্রশাসনের পক্ষ থেকে প্রয়োজনীয় ব্যবস্থা গ্রহণ করা হয়েছে বলে জানানো হয়। এ বিষয়ে পুলিশ মামলা দায়ের করেছে এবং তদন্ত অব্যাহত রয়েছে। স্থানীয় সূত্রে জানা যায় এলাকায় বিভিন্ন কার্যক্রম চলমান রয়েছে এবং সংশ্লিষ্ট কর্তৃপক্ষ বিষয়টি খতিয়ে দেখছে। জেলা প্রশাসনের পক্ষ থেকে প্রয়োজনীয় ব্যবস্থা গ্রহণ করা হয়েছে বলে জানানো হয়। এ বিষয়ে পুলিশ মামলা দায়ের করেছে এবং তদন্ত অব্যাহত রয়েছে। স্থানীয় সূত্রে জানা যায় এলাকায় বিভিন্ন কার্যক্রম চলমান রয়েছে এবং সংশ্লিষ্ট কর্তৃপক্ষ বিষয়টি খতিয়ে দেখছে। জেলা প্রশাসনের পক্ষ থেকে প্রয়োজনীয় ব্যবস্থা গ্রহণ করা হয়েছে বলে জানানো হয়। এ বিষয়ে পুলিশ মামলা দায়ের করেছে এবং তদন্ত অব্যাহত রয়েছে। স্থানীয় সূত্রে জানা যায় এলাকায় বিভিন্ন কার্যক্রম চলমান রয়েছে এবং সংশ্লিষ্ট কর্তৃপক্ষ বিষয়টি খতিয়ে দেখছে। জেলা প্রশাসনের পক্ষ থেকে প্রয়োজনীয় ব্যবস্থা গ্রহণ করা হয়েছে বলে জানানো হয়। এ বিষয়ে পুলিশ মামলা দায়ের করেছে এবং তদন্ত অব্যাহত রয়েছে। স্থানীয় সূত্রে জানা যায় এলাকায় বিভিন্ন কার্যক্রম চলমান রয়েছে এবং সংশ্লিষ্ট কর্তৃপক্ষ বিষয়টি খতিয়ে দেখছে। জেলা প্রশাসনের পক্ষ থেকে প্রয়োজনীয় ব্যবস্থা গ্রহণ করা হয়েছে বলে জানানো হয়। এ বিষয়ে পুলিশ মামলা দায়ের করেছে এবং তদন্ত অব্যাহত রয়েছে। স্থানীয় সূত্রে জানা যায় এলাকায় বিভিন্ন কার্যক্রম চলমান রয়েছে এবং সংশ্লিষ্ট কর্তৃপক্ষ বিষয়টি খতিয়ে দেখছে। জেলা প্রশাসনের পক্ষ থেকে প্রয়োজনীয় ব্যবস্থা গ্রহণ করা হয়েছে বলে জানানো হয়। এ বিষয়ে পুলিশ মামলা দায়ের করেছে এবং তদন্ত অব্যাহত রয়েছে। স্থানীয় সূত্রে জানা যায় এলাকায় বিভিন্ন কার্যক্রম চলমান রয়েছে এবং সংশ্লিষ্ট কর্তৃপক্ষ বিষয়টি খতিয়ে দেখছে। জেলা প্রশাসনের পক্ষ থেকে প্রয়োজনীয় ব্যবস্থা গ্রহণ করা হয়েছে বলে জানানো হয়। এ বিষয়ে পুলিশ মামলা দায়ের করেছে এবং তদন্ত অব্যাহত রয়েছে। স্থানীয় সূত্রে জানা যায় এলাকায় বিভিন্ন কার্যক্রম চলমান রয়েছে এবং সংশ্লিষ্ট কর্তৃপক্ষ বিষয়টি খতিয়ে দেখছে। জেলা প্রশাসনের পক্ষ থেকে প্রয়োজনীয় ব্যবস্থা গ্রহণ করা হয়েছে বলে জানানো হয়। এ বিষয়ে পুলিশ মামলা দায়ের করেছে এবং তদন্ত অব্যাহত রয়েছে। স্থানীয় সূত্রে জানা যায় এলাকায় বিভিন্ন কার্যক্রম চলমান রয়েছে এবং সংশ্লিষ্ট কর্তৃপক্ষ বিষয়টি খতিয়ে দেখছে। জেলা প্রশাসনের পক্ষ থেকে প্রয়োজনীয় ব্যবস্থা গ্রহণ করা হয়েছে বলে জানানো হয়। এ বিষয়ে পুলিশ মামলা দায়ের করেছে এবং তদন্ত অব্যাহত রয়েছে। স্থানীয় সূত্রে জানা যায় এলাকায় বিভিন্ন কার্যক্রম চলমান রয়েছে এবং সংশ্লিষ্ট কর্তৃপক্ষ বিষয়টি খতিয়ে দেখছে। জেলা প্রশাসনের পক্ষ থেকে প্রয়োজনীয় ব্যবস্থা গ্রহণ করা হয়েছে বলে জানানো হয়। এ বিষয়ে পুলিশ মামলা দায়ের করেছে এবং তদন্ত অব্যাহত রয়েছে। স্থানীয় সূত্রে জানা যায় এলাকায় বিভিন্ন কার্যক্রম চলমান রয়েছে এবং সংশ্লিষ্ট কর্তৃপক্ষ বিষয়টি খতিয়ে দেখছে। জেলা প্রশাসনের পক্ষ থেকে প্রয়োজনীয় ব্যবস্থা গ্রহণ করা হয়েছে বলে জানানো হয়। এ বিষয়ে পুলিশ মামলা দায়ের করেছে এবং তদন্ত অব্যাহত রয়েছে। স্থানীয় সূত্রে জানা যায় এলাকায় বিভিন্ন কার্যক্রম চলমান রয়েছে এবং সংশ্লিষ্ট কর্তৃপক্ষ বিষয়টি খতিয়ে দেখছে। জেলা প্রশাসনের পক্ষ থেকে প্রয়োজনীয় ব্যবস্থা গ্রহণ করা হয়েছে বলে জানানো হয়। এ বিষয়ে পুলিশ মামলা দায়ের করেছে এবং তদন্ত অব্যাহত রয়েছে। স্থানীয় সূত্রে জানা যায় এলাকায় বিভিন্ন কার্যক্রম চলমান রয়েছে এবং সংশ্লিষ্ট কর্তৃপক্ষ বিষয়টি খতিয়ে দেখছে। জেলা প্রশাসনের পক্ষ থেকে প্রয়োজনীয় ব্যবস্থা গ্রহণ করা হয়েছে বলে জানানো হয়। এ বিষয়ে পুলিশ মামলা দায়ের করেছে এবং তদন্ত অব্যাহত রয়েছে। স্থানীয় সূত্রে জানা যায় এলাকায় বিভিন্ন কার্যক্রম চলমান রয়েছে এবং সংশ্লিষ্ট কর্তৃপক্ষ বিষয়টি খতিয়ে দেখছে। জেলা প্রশাসনের পক্ষ থেকে প্রয়োজনীয় ব্যবস্থা গ্রহণ করা হয়েছে বলে জানানো হয়। এ বিষয়ে পুলিশ মামলা দায়ের করেছে এবং তদন্ত অব্যাহত রয়েছে। <box>340 1025 577 1479</box>
column-1 <box>15 93 180 2490</box>
article-body: স্থানীয় সূত্রে জানা যায় এলাকায় বিভিন্ন কার্যক্রম চলমান রয়েছে এবং সংশ্লিষ্ট কর্তৃপক্ষ বিষয়টি খতিয়ে দেখছে। জেলা প্রশাসনের পক্ষ থেকে প্রয়োজনীয় ব্যবস্থা গ্রহণ করা হয়েছে বলে জানানো হয়। এ বিষয়ে পুলিশ মামলা দায়ের করেছে এবং তদন্ত অব্যাহত রয়েছে। স্থানীয় সূত্রে জানা যায় এলাকায় বিভিন্ন কার্যক্রম চলমান রয়েছে এবং সংশ্লিষ্ট কর্তৃপক্ষ বিষয়টি খতিয়ে দেখছে। জেলা প্রশাসনের পক্ষ থেকে প্রয়োজনীয় ব্যবস্থা গ্রহণ করা হয়েছে বলে জানানো হয়। এ বিষয়ে পুলিশ মামলা দায়ের করেছে এবং তদন্ত অব্যাহত রয়েছে। স্থানীয় সূত্রে জানা যায় এলাকায় বিভিন্ন কার্যক্রম চলমান রয়েছে এবং সংশ্লিষ্ট কর্তৃপক্ষ বিষয়টি খতিয়ে দেখছে। জেলা প্রশাসনের পক্ষ থেকে প্রয়োজনীয় ব্যবস্থা গ্রহণ করা হয়েছে বলে জানানো হয়। এ বিষয়ে পুলিশ মামলা দায়ের করেছে এবং তদন্ত অব্যাহত রয়েছে। স্থানীয় সূত্রে জানা যায় এলাকায় বিভিন্ন কার্যক্রম চলমান রয়েছে এবং সংশ্লিষ্ট কর্তৃপক্ষ বিষয়টি খতিয়ে দেখছে। জেলা প্রশাসনের পক্ষ থেকে প্রয়োজনীয় ব্যবস্থা গ্রহণ করা হয়েছে বলে জানানো হয়। এ বিষয়ে পুলিশ মামলা দায়ের করেছে এবং তদন্ত অব্যাহত রয়েছে। স্থানীয় সূত্রে জানা যায় এলাকায় বিভিন্ন কার্যক্রম চলমান রয়েছে এবং সংশ্লিষ্ট কর্তৃপক্ষ বিষয়টি খতিয়ে দেখছে। জেলা প্রশাসনের পক্ষ থেকে প্রয়োজনীয় ব্যবস্থা গ্রহণ করা হয়েছে বলে জানানো হয়। এ বিষয়ে পুলিশ মামলা দায়ের করেছে এবং তদন্ত অব্যাহত রয়েছে। স্থানীয় সূত্রে জানা যায় এলাকায় বিভিন্ন কার্যক্রম চলমান রয়েছে এবং সংশ্লিষ্ট কর্তৃপক্ষ বিষয়টি খতিয়ে দেখছে। জেলা প্রশাসনের পক্ষ থেকে প্রয়োজনীয় ব্যবস্থা গ্রহণ করা হয়েছে বলে জানানো হয়। এ বিষয়ে পুলিশ মামলা দায়ের করেছে এবং তদন্ত অব্যাহত রয়েছে। <box>15 1773 180 2027</box>
headline-a6: ‘বিএনপির কেউ পন্থা <box>38 1742 158 1760</box>
horoscope-sign <box>704 1817 798 1827</box>
continued-label: (শেষ পাতার পর) <box>780 1074 822 1081</box>
logo-main: করতোয়া <box>15 70 77 90</box>
article-body: স্থানীয় সূত্রে জানা যায় এলাকায় বিভিন্ন কার্যক্রম চলমান রয়েছে এবং সংশ্লিষ্ট কর্তৃপক্ষ বিষয়টি খতিয়ে দেখছে। জেলা প্রশাসনের পক্ষ থেকে প্রয়োজনীয় ব্যবস্থা গ্রহণ করা হয়েছে বলে জানানো হয়। এ বিষয়ে পুলিশ মামলা দায়ের করেছে এবং তদন্ত অব্যাহত রয়েছে। স্থানীয় সূত্রে জানা যায় এলাকায় বিভিন্ন কার্যক্রম চলমান রয়েছে এবং সংশ্লিষ্ট কর্তৃপক্ষ বিষয়টি খতিয়ে দেখছে। জেলা প্রশাসনের পক্ষ থেকে প্রয়োজনীয় ব্যবস্থা গ্রহণ করা হয়েছে বলে জানানো হয়। এ বিষয়ে পুলিশ মামলা দায়ের করেছে এবং তদন্ত অব্যাহত রয়েছে। স্থানীয় সূত্রে জানা যায় এলাকায় বিভিন্ন কার্যক্রম চলমান রয়েছে এবং সংশ্লিষ্ট কর্তৃপক্ষ বিষয়টি খতিয়ে দেখছে। জেলা প্রশাসনের পক্ষ থেকে প্রয়োজনীয় ব্যবস্থা গ্রহণ করা হয়েছে বলে জানানো হয়। এ বিষয়ে পুলিশ মামলা দায়ের করেছে এবং তদন্ত অব্যাহত রয়েছে। স্থানীয় সূত্রে জানা যায় এলাকায় বিভিন্ন কার্যক্রম চলমান রয়েছে এবং সংশ্লিষ্ট কর্তৃপক্ষ বিষয়টি খতিয়ে দেখছে। জেলা প্রশাসনের পক্ষ থেকে প্রয়োজনীয় ব্যবস্থা গ্রহণ করা হয়েছে বলে জানানো হয়। এ বিষয়ে পুলিশ মামলা দায়ের করেছে এবং তদন্ত অব্যাহত রয়েছে। স্থানীয় সূত্রে জানা যায় এলাকায় বিভিন্ন কার্যক্রম চলমান রয়েছে এবং সংশ্লিষ্ট কর্তৃপক্ষ বিষয়টি খতিয়ে দেখছে। জেলা প্রশাসনের পক্ষ থেকে প্রয়োজনীয় ব্যবস্থা গ্রহণ করা হয়েছে বলে জানানো হয়। এ বিষয়ে পুলিশ মামলা দায়ের করেছে এবং তদন্ত অব্যাহত রয়েছে। স্থানীয় সূত্রে জানা যায় এলাকায় বিভিন্ন কার্যক্রম চলমান রয়েছে এবং সংশ্লিষ্ট কর্তৃপক্ষ বিষয়টি খতিয়ে দেখছে। জেলা প্রশাসনের পক্ষ থেকে প্রয়োজনীয় ব্যবস্থা গ্রহণ করা হয়েছে বলে জানানো হয়। এ বিষয়ে পুলিশ মামলা দায়ের করেছে এবং তদন্ত অব্যাহত রয়েছে। স্থানীয় সূত্রে জানা যায় এলাকায় বিভিন্ন কার্যক্রম চলমান রয়েছে এবং সংশ্লিষ্ট কর্তৃপক্ষ বিষয়টি খতিয়ে দেখছে। জেলা প্রশাসনের পক্ষ থেকে প্রয়োজনীয় ব্যবস্থা গ্রহণ করা হয়েছে বলে জানানো হয়। এ বিষয়ে পুলিশ মামলা দায়ের করেছে এবং তদন্ত অব্যাহত রয়েছে। স্থানীয় সূত্রে জানা যায় এলাকায় বিভিন্ন কার্যক্রম চলমান রয়েছে এবং সংশ্লিষ্ট কর্তৃপক্ষ বিষয়টি খতিয়ে দেখছে। জেলা প্রশাসনের পক্ষ থেকে প্রয়োজনীয় ব্যবস্থা গ্রহণ করা হয়েছে বলে জানানো হয়। এ বিষয়ে পুলিশ মামলা দায়ের করেছে এবং তদন্ত অব্যাহত রয়েছে। স্থানীয় সূত্রে জানা যায় এলাকায় বিভিন্ন কার্যক্রম চলমান রয়েছে এবং সংশ্লিষ্ট কর্তৃপক্ষ বিষয়টি খতিয়ে দেখছে। জেলা প্রশাসনের পক্ষ থেকে প্রয়োজনীয় ব্যবস্থা গ্রহণ করা হয়েছে বলে জানানো হয়। এ বিষয়ে পুলিশ মামলা দায়ের করেছে এবং তদন্ত অব্যাহত রয়েছে। স্থানীয় সূত্রে জানা যায় এলাকায় বিভিন্ন কার্যক্রম চলমান রয়েছে এবং সংশ্লিষ্ট কর্তৃপক্ষ বিষয়টি খতিয়ে দেখছে। জেলা প্রশাসনের পক্ষ থেকে প্রয়োজনীয় ব্যবস্থা গ্রহণ করা হয়েছে বলে জানানো হয়। এ বিষয়ে পুলিশ মামলা দায়ের করেছে এবং তদন্ত অব্যাহত রয়েছে। <box>15 760 180 1186</box>
zodiac-icon: ✦ <box>704 1805 715 1815</box>
newspaper-logo <box>15 63 129 89</box>
headline-a20: ভুরুঙ্গামারীতে গর্ত থেকে বৃদ্ধের লাশ উদ্ধার <box>713 468 888 500</box>
dateline: শনিবার ৭ জ্যৈষ্ঠ ১৪২৯ : ২১ মে ২০২২ <box>129 66 863 87</box>
horoscope-sign-name: সিংহ <box>717 1780 729 1788</box>
article-body: স্থানীয় সূত্রে জানা যায় এলাকায় বিভিন্ন কার্যক্রম চলমান রয়েছে এবং সংশ্লিষ্ট কর্তৃপক্ষ বিষয়টি খতিয়ে দেখছে। জেলা প্রশাসনের পক্ষ থেকে প্রয়োজনীয় ব্যবস্থা গ্রহণ করা হয়েছে বলে জানানো হয়। এ বিষয়ে পুলিশ মামলা দায়ের করেছে এবং তদন্ত অব্যাহত রয়েছে। স্থানীয় সূত্রে জানা যায় এলাকায় বিভিন্ন কার্যক্রম চলমান রয়েছে এবং সংশ্লিষ্ট কর্তৃপক্ষ বিষয়টি খতিয়ে দেখছে। জেলা প্রশাসনের পক্ষ থেকে প্রয়োজনীয় ব্যবস্থা গ্রহণ করা হয়েছে বলে জানানো হয়। এ বিষয়ে পুলিশ মামলা দায়ের করেছে এবং তদন্ত অব্যাহত রয়েছে। স্থানীয় সূত্রে জানা যায় এলাকায় বিভিন্ন কার্যক্রম চলমান রয়েছে এবং সংশ্লিষ্ট কর্তৃপক্ষ বিষয়টি খতিয়ে দেখছে। জেলা প্রশাসনের পক্ষ থেকে প্রয়োজনীয় ব্যবস্থা গ্রহণ করা হয়েছে বলে জানানো হয়। এ বিষয়ে পুলিশ মামলা দায়ের করেছে এবং তদন্ত অব্যাহত রয়েছে। স্থানীয় সূত্রে জানা যায় এলাকায় বিভিন্ন কার্যক্রম চলমান রয়েছে এবং সংশ্লিষ্ট কর্তৃপক্ষ বিষয়টি খতিয়ে দেখছে। জেলা প্রশাসনের পক্ষ থেকে প্রয়োজনীয় ব্যবস্থা গ্রহণ করা হয়েছে বলে জানানো হয়। এ বিষয়ে পুলিশ মামলা দায়ের করেছে এবং তদন্ত অব্যাহত রয়েছে। স্থানীয় সূত্রে জানা যায় এলাকায় বিভিন্ন কার্যক্রম চলমান রয়েছে এবং সংশ্লিষ্ট কর্তৃপক্ষ বিষয়টি খতিয়ে দেখছে। জেলা প্রশাসনের পক্ষ থেকে প্রয়োজনীয় ব্যবস্থা গ্রহণ করা হয়েছে বলে জানানো হয়। এ বিষয়ে পুলিশ মামলা দায়ের করেছে এবং তদন্ত অব্যাহত রয়েছে। স্থানীয় সূত্রে জানা যায় এলাকায় বিভিন্ন কার্যক্রম চলমান রয়েছে এবং সংশ্লিষ্ট কর্তৃপক্ষ বিষয়টি খতিয়ে দেখছে। জেলা প্রশাসনের পক্ষ থেকে প্রয়োজনীয় ব্যবস্থা গ্রহণ করা হয়েছে বলে জানানো হয়। এ বিষয়ে পুলিশ মামলা দায়ের করেছে এবং তদন্ত অব্যাহত রয়েছে। স্থানীয় সূত্রে জানা যায় এলাকায় বিভিন্ন কার্যক্রম চলমান রয়েছে এবং সংশ্লিষ্ট কর্তৃপক্ষ বিষয়টি খতিয়ে দেখছে। জেলা প্রশাসনের পক্ষ থেকে প্রয়োজনীয় ব্যবস্থা গ্রহণ করা হয়েছে বলে জানানো হয়। এ বিষয়ে পুলিশ মামলা দায়ের করেছে এবং তদন্ত অব্যাহত রয়েছে। স্থানীয় সূত্রে জানা যায় এলাকায় বিভিন্ন কার্যক্রম চলমান রয়েছে এবং সংশ্লিষ্ট কর্তৃপক্ষ বিষয়টি খতিয়ে দেখছে। জেলা প্রশাসনের পক্ষ থেকে প্রয়োজনীয় ব্যবস্থা গ্রহণ করা হয়েছে বলে জানানো হয়। এ বিষয়ে পুলিশ মামলা দায়ের করেছে এবং তদন্ত অব্যাহত রয়েছে। স্থানীয় সূত্রে জানা যায় এলাকায় বিভিন্ন কার্যক্রম চলমান রয়েছে এবং সংশ্লিষ্ট কর্তৃপক্ষ বিষয়টি খতিয়ে দেখছে। জেলা প্রশাসনের পক্ষ থেকে প্রয়োজনীয় ব্যবস্থা গ্রহণ করা হয়েছে বলে জানানো হয়। এ বিষয়ে পুলিশ মামলা দায়ের করেছে এবং তদন্ত অব্যাহত রয়েছে। স্থানীয় সূত্রে জানা যায় এলাকায় বিভিন্ন কার্যক্রম চলমান রয়েছে এবং সংশ্লিষ্ট কর্তৃপক্ষ বিষয়টি খতিয়ে দেখছে। জেলা প্রশাসনের পক্ষ থেকে প্রয়োজনীয় ব্যবস্থা গ্রহণ করা হয়েছে বলে জানানো হয়। এ বিষয়ে পুলিশ মামলা দায়ের করেছে এবং তদন্ত অব্যাহত রয়েছে। <box>700 128 901 459</box>
continued-label: (শেষ পাতার পর) <box>77 1213 119 1221</box>
zodiac-icon: ✦ <box>803 1805 814 1815</box>
horoscope-sign-name: কর্কট <box>816 1768 829 1776</box>
continued-label: (শেষ পাতার পর) <box>239 115 281 123</box>
horoscope-author: জ্যোতিষ কার্তিক কুমার রায় <box>767 1718 834 1726</box>
horoscope-date: ২১ মে ২০২২ <box>778 1705 824 1716</box>
page-number: ১১ <box>863 65 901 88</box>
continued-label: (শেষ পাতার পর) <box>239 1346 281 1353</box>
horoscope-sign-name: তুলা <box>717 1792 729 1801</box>
headline-a3: এক সপ্তাহে বাজার <box>404 96 512 113</box>
article-body: স্থানীয় সূত্রে জানা যায় এলাকায় বিভিন্ন কার্যক্রম চলমান রয়েছে এবং সংশ্লিষ্ট কর্তৃপক্ষ বিষয়টি খতিয়ে দেখছে। জেলা প্রশাসনের পক্ষ থেকে প্রয়োজনীয় ব্যবস্থা গ্রহণ করা হয়েছে বলে জানানো হয়। এ বিষয়ে পুলিশ মামলা দায়ের করেছে এবং তদন্ত অব্যাহত রয়েছে। স্থানীয় সূত্রে জানা যায় এলাকায় বিভিন্ন কার্যক্রম চলমান রয়েছে এবং সংশ্লিষ্ট কর্তৃপক্ষ বিষয়টি খতিয়ে দেখছে। জেলা প্রশাসনের পক্ষ থেকে প্রয়োজনীয় ব্যবস্থা গ্রহণ করা হয়েছে বলে জানানো হয়। এ বিষয়ে পুলিশ মামলা দায়ের করেছে এবং তদন্ত অব্যাহত রয়েছে। স্থানীয় সূত্রে জানা যায় এলাকায় বিভিন্ন কার্যক্রম চলমান রয়েছে এবং সংশ্লিষ্ট কর্তৃপক্ষ বিষয়টি খতিয়ে দেখছে। জেলা প্রশাসনের পক্ষ থেকে প্রয়োজনীয় ব্যবস্থা গ্রহণ করা হয়েছে বলে জানানো হয়। এ বিষয়ে পুলিশ মামলা দায়ের করেছে এবং তদন্ত অব্যাহত রয়েছে। স্থানীয় সূত্রে জানা যায় এলাকায় বিভিন্ন কার্যক্রম চলমান রয়েছে এবং সংশ্লিষ্ট কর্তৃপক্ষ বিষয়টি খতিয়ে দেখছে। জেলা প্রশাসনের পক্ষ থেকে প্রয়োজনীয় ব্যবস্থা গ্রহণ করা হয়েছে বলে জানানো হয়। এ বিষয়ে পুলিশ মামলা দায়ের করেছে এবং তদন্ত অব্যাহত রয়েছে। স্থানীয় সূত্রে জানা যায় এলাকায় বিভিন্ন কার্যক্রম চলমান রয়েছে এবং সংশ্লিষ্ট কর্তৃপক্ষ বিষয়টি খতিয়ে দেখছে। জেলা প্রশাসনের পক্ষ থেকে প্রয়োজনীয় ব্যবস্থা গ্রহণ করা হয়েছে বলে জানানো হয়। এ বিষয়ে পুলিশ মামলা দায়ের করেছে এবং তদন্ত অব্যাহত রয়েছে। স্থানীয় সূত্রে জানা যায় এলাকায় বিভিন্ন কার্যক্রম চলমান রয়েছে এবং সংশ্লিষ্ট কর্তৃপক্ষ বিষয়টি খতিয়ে দেখছে। জেলা প্রশাসনের পক্ষ থেকে প্রয়োজনীয় ব্যবস্থা গ্রহণ করা হয়েছে বলে জানানো হয়। এ বিষয়ে পুলিশ মামলা দায়ের করেছে এবং তদন্ত অব্যাহত রয়েছে। স্থানীয় সূত্রে জানা যায় এলাকায় বিভিন্ন কার্যক্রম চলমান রয়েছে এবং সংশ্লিষ্ট কর্তৃপক্ষ বিষয়টি খতিয়ে দেখছে। জেলা প্রশাসনের পক্ষ থেকে প্রয়োজনীয় ব্যবস্থা গ্রহণ করা হয়েছে বলে জানানো হয়। এ বিষয়ে পুলিশ মামলা দায়ের করেছে এবং তদন্ত অব্যাহত রয়েছে। স্থানীয় সূত্রে জানা যায় এলাকায় বিভিন্ন কার্যক্রম চলমান রয়েছে এবং সংশ্লিষ্ট কর্তৃপক্ষ বিষয়টি খতিয়ে দেখছে। জেলা প্রশাসনের পক্ষ থেকে প্রয়োজনীয় ব্যবস্থা গ্রহণ করা হয়েছে বলে জানানো হয়। এ বিষয়ে পুলিশ মামলা দায়ের করেছে এবং তদন্ত অব্যাহত রয়েছে। <box>340 2123 577 2349</box>
zodiac-icon: ✦ <box>803 1792 814 1803</box>
column-3 <box>340 93 577 2349</box>
horoscope-sign <box>803 1792 897 1803</box>
article-body: স্থানীয় সূত্রে জানা যায় এলাকায় বিভিন্ন কার্যক্রম চলমান রয়েছে এবং সংশ্লিষ্ট কর্তৃপক্ষ বিষয়টি খতিয়ে দেখছে। জেলা প্রশাসনের পক্ষ থেকে প্রয়োজনীয় ব্যবস্থা গ্রহণ করা হয়েছে বলে জানানো হয়। এ বিষয়ে পুলিশ মামলা দায়ের করেছে এবং তদন্ত অব্যাহত রয়েছে। স্থানীয় সূত্রে জানা যায় এলাকায় বিভিন্ন কার্যক্রম চলমান রয়েছে এবং সংশ্লিষ্ট কর্তৃপক্ষ বিষয়টি খতিয়ে দেখছে। জেলা প্রশাসনের পক্ষ থেকে প্রয়োজনীয় ব্যবস্থা গ্রহণ করা হয়েছে বলে জানানো হয়। এ বিষয়ে পুলিশ মামলা দায়ের করেছে এবং তদন্ত অব্যাহত রয়েছে। স্থানীয় সূত্রে জানা যায় এলাকায় বিভিন্ন কার্যক্রম চলমান রয়েছে এবং সংশ্লিষ্ট কর্তৃপক্ষ বিষয়টি খতিয়ে দেখছে। জেলা প্রশাসনের পক্ষ থেকে প্রয়োজনীয় ব্যবস্থা গ্রহণ করা হয়েছে বলে জানানো হয়। এ বিষয়ে পুলিশ মামলা দায়ের করেছে এবং তদন্ত অব্যাহত রয়েছে। স্থানীয় সূত্রে জানা যায় এলাকায় বিভিন্ন কার্যক্রম চলমান রয়েছে এবং সংশ্লিষ্ট কর্তৃপক্ষ বিষয়টি খতিয়ে দেখছে। জেলা প্রশাসনের পক্ষ থেকে প্রয়োজনীয় ব্যবস্থা গ্রহণ করা হয়েছে বলে জানানো হয়। এ বিষয়ে পুলিশ মামলা দায়ের করেছে এবং তদন্ত অব্যাহত রয়েছে। স্থানীয় সূত্রে জানা যায় এলাকায় বিভিন্ন কার্যক্রম চলমান রয়েছে এবং সংশ্লিষ্ট কর্তৃপক্ষ বিষয়টি খতিয়ে দেখছে। জেলা প্রশাসনের পক্ষ থেকে প্রয়োজনীয় ব্যবস্থা গ্রহণ করা হয়েছে বলে জানানো হয়। এ বিষয়ে পুলিশ মামলা দায়ের করেছে এবং তদন্ত অব্যাহত রয়েছে। স্থানীয় সূত্রে জানা যায় এলাকায় বিভিন্ন কার্যক্রম চলমান রয়েছে এবং সংশ্লিষ্ট কর্তৃপক্ষ বিষয়টি খতিয়ে দেখছে। জেলা প্রশাসনের পক্ষ থেকে প্রয়োজনীয় ব্যবস্থা গ্রহণ করা হয়েছে বলে জানানো হয়। এ বিষয়ে পুলিশ মামলা দায়ের করেছে এবং তদন্ত অব্যাহত রয়েছে। স্থানীয় সূত্রে জানা যায় এলাকায় বিভিন্ন কার্যক্রম চলমান রয়েছে এবং সংশ্লিষ্ট কর্তৃপক্ষ বিষয়টি খতিয়ে দেখছে। জেলা প্রশাসনের পক্ষ থেকে প্রয়োজনীয় ব্যবস্থা গ্রহণ করা হয়েছে বলে জানানো হয়। এ বিষয়ে পুলিশ মামলা দায়ের করেছে এবং তদন্ত অব্যাহত রয়েছে। স্থানীয় সূত্রে জানা যায় এলাকায় বিভিন্ন কার্যক্রম চলমান রয়েছে এবং সংশ্লিষ্ট কর্তৃপক্ষ বিষয়টি খতিয়ে দেখছে। জেলা প্রশাসনের পক্ষ থেকে প্রয়োজনীয় ব্যবস্থা গ্রহণ করা হয়েছে বলে জানানো হয়। এ বিষয়ে পুলিশ মামলা দায়ের করেছে এবং তদন্ত অব্যাহত রয়েছে। স্থানীয় সূত্রে জানা যায় এলাকায় বিভিন্ন কার্যক্রম চলমান রয়েছে এবং সংশ্লিষ্ট কর্তৃপক্ষ বিষয়টি খতিয়ে দেখছে। জেলা প্রশাসনের পক্ষ থেকে প্রয়োজনীয় ব্যবস্থা গ্রহণ করা হয়েছে বলে জানানো হয়। এ বিষয়ে পুলিশ মামলা দায়ের করেছে এবং তদন্ত অব্যাহত রয়েছে। স্থানীয় সূত্রে জানা যায় এলাকায় বিভিন্ন কার্যক্রম চলমান রয়েছে এবং সংশ্লিষ্ট কর্তৃপক্ষ বিষয়টি খতিয়ে দেখছে। জেলা প্রশাসনের পক্ষ থেকে প্রয়োজনীয় ব্যবস্থা গ্রহণ করা হয়েছে বলে জানানো হয়। এ বিষয়ে পুলিশ মামলা দায়ের করেছে এবং তদন্ত অব্যাহত রয়েছে। স্থানীয় সূত্রে জানা যায় এলাকায় বিভিন্ন কার্যক্রম চলমান রয়েছে এবং সংশ্লিষ্ট কর্তৃপক্ষ বিষয়টি খতিয়ে দেখছে। জেলা প্রশাসনের পক্ষ থেকে প্রয়োজনীয় ব্যবস্থা গ্রহণ করা হয়েছে বলে জানানো হয়। এ বিষয়ে পুলিশ মামলা দায়ের করেছে এবং তদন্ত অব্যাহত রয়েছে। স্থানীয় সূত্রে জানা যায় এলাকায় বিভিন্ন কার্যক্রম চলমান রয়েছে এবং সংশ্লিষ্ট কর্তৃপক্ষ বিষয়টি খতিয়ে দেখছে। জেলা প্রশাসনের পক্ষ থেকে প্রয়োজনীয় ব্যবস্থা গ্রহণ করা হয়েছে বলে জানানো হয়। এ বিষয়ে পুলিশ মামলা দায়ের করেছে এবং তদন্ত অব্যাহত রয়েছে। স্থানীয় সূত্রে জানা যায় এলাকায় বিভিন্ন কার্যক্রম চলমান রয়েছে এবং সংশ্লিষ্ট কর্তৃপক্ষ বিষয়টি খতিয়ে দেখছে। জেলা প্রশাসনের পক্ষ থেকে প্রয়োজনীয় ব্যবস্থা গ্রহণ করা হয়েছে বলে জানানো হয়। এ বিষয়ে পুলিশ মামলা দায়ের করেছে এবং তদন্ত অব্যাহত রয়েছে। স্থানীয় সূত্রে জানা যায় এলাকায় বিভিন্ন কার্যক্রম চলমান রয়েছে এবং সংশ্লিষ্ট কর্তৃপক্ষ বিষয়টি খতিয়ে দেখছে। জেলা প্রশাসনের পক্ষ থেকে প্রয়োজনীয় ব্যবস্থা গ্রহণ করা হয়েছে বলে জানানো হয়। এ বিষয়ে পুলিশ মামলা দায়ের করেছে এবং তদন্ত অব্যাহত রয়েছে। স্থানীয় সূত্রে জানা যায় এলাকায় বিভিন্ন কার্যক্রম চলমান রয়েছে এবং সংশ্লিষ্ট কর্তৃপক্ষ বিষয়টি খতিয়ে দেখছে। জেলা প্রশাসনের পক্ষ থেকে প্রয়োজনীয় ব্যবস্থা গ্রহণ করা হয়েছে বলে জানানো হয়। এ বিষয়ে পুলিশ মামলা দায়ের করেছে এবং তদন্ত অব্যাহত রয়েছে। স্থানীয় সূত্রে জানা যায় এলাকায় বিভিন্ন কার্যক্রম চলমান রয়েছে এবং সংশ্লিষ্ট কর্তৃপক্ষ বিষয়টি খতিয়ে দেখছে। জেলা প্রশাসনের পক্ষ থেকে প্রয়োজনীয় ব্যবস্থা গ্রহণ করা হয়েছে বলে জানানো <box>587 1534 690 2575</box>
portrait-photo <box>587 93 680 237</box>
column-4 <box>587 93 690 2575</box>
horoscope-sign <box>803 1768 897 1778</box>
horoscope-sign <box>704 1805 798 1815</box>
headline-a16: চাঁপাইনবাবগঞ্জে নৌকায় <box>603 1488 674 1519</box>
article-body: স্থানীয় সূত্রে জানা যায় এলাকায় বিভিন্ন কার্যক্রম চলমান রয়েছে এবং সংশ্লিষ্ট কর্তৃপক্ষ বিষয়টি খতিয়ে দেখছে। জেলা প্রশাসনের পক্ষ থেকে প্রয়োজনীয় ব্যবস্থা গ্রহণ করা হয়েছে বলে জানানো হয়। এ বিষয়ে পুলিশ মামলা দায়ের করেছে এবং তদন্ত অব্যাহত রয়েছে। স্থানীয় সূত্রে জানা যায় এলাকায় বিভিন্ন কার্যক্রম চলমান রয়েছে এবং সংশ্লিষ্ট কর্তৃপক্ষ বিষয়টি খতিয়ে দেখছে। জেলা প্রশাসনের পক্ষ থেকে প্রয়োজনীয় ব্যবস্থা গ্রহণ করা হয়েছে বলে জানানো হয়। এ বিষয়ে পুলিশ মামলা দায়ের করেছে এবং তদন্ত অব্যাহত রয়েছে। স্থানীয় সূত্রে জানা যায় এলাকায় বিভিন্ন কার্যক্রম চলমান রয়েছে এবং সংশ্লিষ্ট কর্তৃপক্ষ বিষয়টি খতিয়ে দেখছে। জেলা প্রশাসনের পক্ষ থেকে প্রয়োজনীয় ব্যবস্থা গ্রহণ করা হয়েছে বলে জানানো হয়। এ বিষয়ে পুলিশ মামলা দায়ের করেছে এবং তদন্ত অব্যাহত রয়েছে। স্থানীয় সূত্রে জানা যায় এলাকায় বিভিন্ন কার্যক্রম চলমান রয়েছে এবং সংশ্লিষ্ট কর্তৃপক্ষ বিষয়টি খতিয়ে দেখছে। জেলা প্রশাসনের পক্ষ থেকে প্রয়োজনীয় ব্যবস্থা গ্রহণ করা হয়েছে বলে জানানো হয়। এ বিষয়ে পুলিশ মামলা দায়ের করেছে এবং তদন্ত অব্যাহত রয়েছে। <box>15 2065 180 2235</box>
zodiac-icon: ✦ <box>803 1780 814 1790</box>
headline-a1: লিচুর দখলে রাজশাহীর <box>32 96 164 113</box>
horoscope-grid <box>701 1752 900 1831</box>
article-body: স্থানীয় সূত্রে জানা যায় এলাকায় বিভিন্ন কার্যক্রম চলমান রয়েছে এবং সংশ্লিষ্ট কর্তৃপক্ষ বিষয়টি খতিয়ে দেখছে। জেলা প্রশাসনের পক্ষ থেকে প্রয়োজনীয় ব্যবস্থা গ্রহণ করা হয়েছে বলে জানানো হয়। এ বিষয়ে পুলিশ মামলা দায়ের করেছে এবং তদন্ত অব্যাহত রয়েছে। স্থানীয় সূত্রে জানা যায় এলাকায় বিভিন্ন কার্যক্রম চলমান রয়েছে এবং সংশ্লিষ্ট কর্তৃপক্ষ বিষয়টি খতিয়ে দেখছে। জেলা প্রশাসনের পক্ষ থেকে প্রয়োজনীয় ব্যবস্থা গ্রহণ করা হয়েছে বলে জানানো হয়। এ বিষয়ে পুলিশ মামলা দায়ের করেছে এবং তদন্ত অব্যাহত রয়েছে। স্থানীয় সূত্রে জানা যায় এলাকায় বিভিন্ন কার্যক্রম চলমান রয়েছে এবং সংশ্লিষ্ট কর্তৃপক্ষ বিষয়টি খতিয়ে দেখছে। জেলা প্রশাসনের পক্ষ থেকে প্রয়োজনীয় ব্যবস্থা গ্রহণ করা হয়েছে বলে জানানো হয়। এ বিষয়ে পুলিশ মামলা দায়ের করেছে এবং তদন্ত অব্যাহত রয়েছে। স্থানীয় সূত্রে জানা যায় এলাকায় বিভিন্ন কার্যক্রম চলমান রয়েছে এবং সংশ্লিষ্ট কর্তৃপক্ষ বিষয়টি খতিয়ে দেখছে। জেলা প্রশাসনের পক্ষ থেকে প্রয়োজনীয় ব্যবস্থা গ্রহণ করা হয়েছে বলে জানানো হয়। এ বিষয়ে পুলিশ মামলা দায়ের করেছে এবং তদন্ত অব্যাহত রয়েছে। স্থানীয় সূত্রে জানা যায় এলাকায় বিভিন্ন কার্যক্রম চলমান রয়েছে এবং সংশ্লিষ্ট কর্তৃপক্ষ বিষয়টি খতিয়ে দেখছে। জেলা প্রশাসনের পক্ষ থেকে প্রয়োজনীয় ব্যবস্থা গ্রহণ করা হয়েছে বলে জানানো হয়। এ বিষয়ে পুলিশ মামলা দায়ের করেছে এবং তদন্ত অব্যাহত রয়েছে। <box>191 2162 330 2407</box>
logo-top: দৈনিক <box>36 64 55 72</box>
horoscope-sign <box>704 1780 798 1790</box>
headline-a18: শফিউল আলম প্রধানের পঞ্চম মৃত্যুবার্ষিকী আজ <box>600 241 677 282</box>
continued-label: (শেষ পাতার পর) <box>77 115 119 123</box>
continued-label: (শেষ পাতার পর) <box>77 1762 119 1770</box>
headline-a7: সাভারে গৃহবধূকে ধর্ষণের <box>28 2035 168 2053</box>
horoscope-sign-name: ধনু <box>717 1805 725 1813</box>
headline-a12: টিকটকের ভিডিও করতে <box>389 645 528 662</box>
zodiac-icon: ✦ <box>704 1792 715 1803</box>
zodiac-icon: ✦ <box>704 1755 715 1766</box>
person-icon <box>587 93 680 237</box>
continued-label: (শেষ পাতার পর) <box>437 1014 479 1022</box>
article-body: স্থানীয় সূত্রে জানা যায় এলাকায় বিভিন্ন কার্যক্রম চলমান রয়েছে এবং সংশ্লিষ্ট কর্তৃপক্ষ বিষয়টি খতিয়ে দেখছে। জেলা প্রশাসনের পক্ষ থেকে প্রয়োজনীয় ব্যবস্থা গ্রহণ করা হয়েছে বলে জানানো হয়। এ বিষয়ে পুলিশ মামলা দায়ের করেছে এবং তদন্ত অব্যাহত রয়েছে। স্থানীয় সূত্রে জানা যায় এলাকায় বিভিন্ন কার্যক্রম চলমান রয়েছে এবং সংশ্লিষ্ট কর্তৃপক্ষ বিষয়টি খতিয়ে দেখছে। জেলা প্রশাসনের পক্ষ থেকে প্রয়োজনীয় ব্যবস্থা গ্রহণ করা হয়েছে বলে জানানো হয়। এ বিষয়ে পুলিশ মামলা দায়ের করেছে এবং তদন্ত অব্যাহত রয়েছে। স্থানীয় সূত্রে জানা যায় এলাকায় বিভিন্ন কার্যক্রম চলমান রয়েছে এবং সংশ্লিষ্ট কর্তৃপক্ষ বিষয়টি খতিয়ে দেখছে। জেলা প্রশাসনের পক্ষ থেকে প্রয়োজনীয় ব্যবস্থা গ্রহণ করা হয়েছে বলে জানানো হয়। এ বিষয়ে পুলিশ মামলা দায়ের করেছে এবং তদন্ত অব্যাহত রয়েছে। স্থানীয় সূত্রে জানা যায় এলাকায় বিভিন্ন কার্যক্রম চলমান রয়েছে এবং সংশ্লিষ্ট কর্তৃপক্ষ বিষয়টি খতিয়ে দেখছে। জেলা প্রশাসনের পক্ষ থেকে প্রয়োজনীয় ব্যবস্থা গ্রহণ করা হয়েছে বলে জানানো হয়। এ বিষয়ে পুলিশ মামলা দায়ের করেছে এবং তদন্ত অব্যাহত রয়েছে। স্থানীয় সূত্রে জানা যায় এলাকায় বিভিন্ন কার্যক্রম চলমান রয়েছে এবং সংশ্লিষ্ট কর্তৃপক্ষ বিষয়টি খতিয়ে দেখছে। জেলা প্রশাসনের পক্ষ থেকে প্রয়োজনীয় ব্যবস্থা গ্রহণ করা হয়েছে বলে জানানো হয়। এ বিষয়ে পুলিশ মামলা দায়ের করেছে এবং তদন্ত অব্যাহত রয়েছে। স্থানীয় সূত্রে জানা যায় এলাকায় বিভিন্ন কার্যক্রম চলমান রয়েছে এবং সংশ্লিষ্ট কর্তৃপক্ষ বিষয়টি খতিয়ে দেখছে। জেলা প্রশাসনের পক্ষ থেকে প্রয়োজনীয় ব্যবস্থা গ্রহণ করা হয়েছে বলে জানানো হয়। এ বিষয়ে পুলিশ মামলা দায়ের করেছে এবং তদন্ত অব্যাহত রয়েছে। স্থানীয় সূত্রে জানা যায় এলাকায় বিভিন্ন কার্যক্রম চলমান রয়েছে এবং সংশ্লিষ্ট কর্তৃপক্ষ বিষয়টি খতিয়ে দেখছে। জেলা প্রশাসনের পক্ষ থেকে প্রয়োজনীয় ব্যবস্থা গ্রহণ করা হয়েছে বলে জানানো হয়। এ বিষয়ে পুলিশ মামলা দায়ের করেছে এবং তদন্ত অব্যাহত রয়েছে। স্থানীয় সূত্রে জানা যায় এলাকায় বিভিন্ন কার্যক্রম চলমান রয়েছে এবং সংশ্লিষ্ট কর্তৃপক্ষ বিষয়টি খতিয়ে দেখছে। জেলা প্রশাসনের পক্ষ থেকে প্রয়োজনীয় ব্যবস্থা গ্রহণ করা হয়েছে বলে জানানো হয়। এ বিষয়ে পুলিশ মামলা দায়ের করেছে এবং তদন্ত অব্যাহত রয়েছে। স্থানীয় সূত্রে জানা যায় এলাকায় বিভিন্ন কার্যক্রম চলমান রয়েছে এবং সংশ্লিষ্ট কর্তৃপক্ষ বিষয়টি খতিয়ে দেখছে। জেলা প্রশাসনের পক্ষ থেকে প্রয়োজনীয় ব্যবস্থা গ্রহণ করা হয়েছে বলে জানানো হয়। এ বিষয়ে পুলিশ মামলা দায়ের করেছে এবং তদন্ত অব্যাহত রয়েছে। স্থানীয় সূত্রে জানা যায় এলাকায় বিভিন্ন কার্যক্রম চলমান রয়েছে এবং সংশ্লিষ্ট কর্তৃপক্ষ বিষয়টি খতিয়ে দেখছে। জেলা প্রশাসনের পক্ষ থেকে প্রয়োজনীয় ব্যবস্থা গ্রহণ করা হয়েছে বলে জানানো হয়। এ বিষয়ে পুলিশ মামলা দায়ের করেছে এবং তদন্ত অব্যাহত রয়েছে। স্থানীয় সূত্রে জানা যায় এলাকায় বিভিন্ন কার্যক্রম চলমান রয়েছে এবং সংশ্লিষ্ট কর্তৃপক্ষ বিষয়টি খতিয়ে দেখছে। জেলা প্রশাসনের পক্ষ থেকে প্রয়োজনীয় ব্যবস্থা গ্রহণ করা হয়েছে বলে জানানো হয়। এ বিষয়ে পুলিশ মামলা দায়ের করেছে এবং তদন্ত অব্যাহত রয়েছে। স্থানীয় সূত্রে জানা যায় এলাকায় বিভিন্ন কার্যক্রম চলমান রয়েছে এবং সংশ্লিষ্ট কর্তৃপক্ষ বিষয়টি খতিয়ে দেখছে। জেলা প্রশাসনের পক্ষ থেকে প্রয়োজনীয় ব্যবস্থা গ্রহণ করা হয়েছে বলে জানানো হয়। এ বিষয়ে পুলিশ মামলা দায়ের করেছে এবং তদন্ত অব্যাহত রয়েছে। স্থানীয় সূত্রে জানা যায় এলাকায় বিভিন্ন কার্যক্রম চলমান রয়েছে এবং সংশ্লিষ্ট কর্তৃপক্ষ বিষয়টি খতিয়ে দেখছে। জেলা প্রশাসনের পক্ষ থেকে প্রয়োজনীয় ব্যবস্থা গ্রহণ করা হয়েছে বলে জানানো হয়। এ বিষয়ে পুলিশ মামলা দায়ের করেছে এবং তদন্ত অব্যাহত রয়েছে। <box>191 694 330 1318</box>
horoscope-sign <box>704 1755 798 1766</box>
continued-label: (শেষ পাতার পর) <box>617 1523 660 1531</box>
zodiac-icon: ✦ <box>704 1817 715 1827</box>
article-body: স্থানীয় সূত্রে জানা যায় এলাকায় বিভিন্ন কার্যক্রম চলমান রয়েছে এবং সংশ্লিষ্ট কর্তৃপক্ষ বিষয়টি খতিয়ে দেখছে। জেলা প্রশাসনের পক্ষ থেকে প্রয়োজনীয় ব্যবস্থা গ্রহণ করা হয়েছে বলে জানানো হয়। এ বিষয়ে পুলিশ মামলা দায়ের করেছে এবং তদন্ত অব্যাহত রয়েছে। স্থানীয় সূত্রে জানা যায় এলাকায় বিভিন্ন কার্যক্রম চলমান রয়েছে এবং সংশ্লিষ্ট কর্তৃপক্ষ বিষয়টি খতিয়ে দেখছে। জেলা প্রশাসনের পক্ষ থেকে প্রয়োজনীয় ব্যবস্থা গ্রহণ করা হয়েছে বলে জানানো হয়। এ বিষয়ে পুলিশ মামলা দায়ের করেছে এবং তদন্ত অব্যাহত রয়েছে। স্থানীয় সূত্রে জানা যায় এলাকায় বিভিন্ন কার্যক্রম চলমান রয়েছে এবং সংশ্লিষ্ট কর্তৃপক্ষ বিষয়টি খতিয়ে দেখছে। জেলা প্রশাসনের পক্ষ থেকে প্রয়োজনীয় ব্যবস্থা গ্রহণ করা হয়েছে বলে জানানো হয়। এ বিষয়ে পুলিশ মামলা দায়ের করেছে এবং তদন্ত অব্যাহত রয়েছে। স্থানীয় সূত্রে জানা যায় এলাকায় বিভিন্ন কার্যক্রম চলমান রয়েছে এবং সংশ্লিষ্ট কর্তৃপক্ষ বিষয়টি খতিয়ে দেখছে। জেলা প্রশাসনের পক্ষ থেকে প্রয়োজনীয় ব্যবস্থা গ্রহণ করা হয়েছে বলে জানানো হয়। এ বিষয়ে পুলিশ মামলা দায়ের করেছে এবং তদন্ত অব্যাহত রয়েছে। স্থানীয় সূত্রে জানা যায় এলাকায় বিভিন্ন কার্যক্রম চলমান রয়েছে এবং সংশ্লিষ্ট কর্তৃপক্ষ বিষয়টি খতিয়ে দেখছে। জেলা প্রশাসনের পক্ষ থেকে প্রয়োজনীয় ব্যবস্থা গ্রহণ করা হয়েছে বলে জানানো হয়। এ বিষয়ে পুলিশ মামলা দায়ের করেছে এবং তদন্ত অব্যাহত রয়েছে। <box>15 2273 180 2490</box>
zodiac-icon: ✦ <box>803 1755 814 1766</box>
continued-label: (শেষ পাতার পর) <box>239 683 281 691</box>
continued-label: (শেষ পাতার পর) <box>239 2150 281 2158</box>
continued-label: (শেষ পাতার পর) <box>77 2262 119 2270</box>
article-body: স্থানীয় সূত্রে জানা যায় এলাকায় বিভিন্ন কার্যক্রম চলমান রয়েছে এবং সংশ্লিষ্ট কর্তৃপক্ষ বিষয়টি খতিয়ে দেখছে। জেলা প্রশাসনের পক্ষ থেকে প্রয়োজনীয় ব্যবস্থা গ্রহণ করা হয়েছে বলে জানানো হয়। এ বিষয়ে পুলিশ মামলা দায়ের করেছে এবং তদন্ত অব্যাহত রয়েছে। স্থানীয় সূত্রে জানা যায় এলাকায় বিভিন্ন কার্যক্রম চলমান রয়েছে এবং সংশ্লিষ্ট কর্তৃপক্ষ বিষয়টি খতিয়ে দেখছে। জেলা প্রশাসনের পক্ষ থেকে প্রয়োজনীয় ব্যবস্থা গ্রহণ করা হয়েছে বলে জানানো হয়। এ বিষয়ে পুলিশ মামলা দায়ের করেছে এবং তদন্ত অব্যাহত রয়েছে। স্থানীয় সূত্রে জানা যায় এলাকায় বিভিন্ন কার্যক্রম চলমান রয়েছে এবং সংশ্লিষ্ট কর্তৃপক্ষ বিষয়টি খতিয়ে দেখছে। জেলা প্রশাসনের পক্ষ থেকে প্রয়োজনীয় ব্যবস্থা গ্রহণ করা হয়েছে বলে জানানো হয়। এ বিষয়ে পুলিশ মামলা দায়ের করেছে এবং তদন্ত অব্যাহত রয়েছে। স্থানীয় সূত্রে জানা যায় এলাকায় বিভিন্ন কার্যক্রম চলমান রয়েছে এবং সংশ্লিষ্ট কর্তৃপক্ষ বিষয়টি খতিয়ে দেখছে। জেলা প্রশাসনের পক্ষ থেকে প্রয়োজনীয় ব্যবস্থা গ্রহণ করা হয়েছে বলে জানানো হয়। এ বিষয়ে পুলিশ মামলা দায়ের করেছে এবং তদন্ত অব্যাহত রয়েছে। স্থানীয় সূত্রে জানা যায় এলাকায় বিভিন্ন কার্যক্রম চলমান রয়েছে এবং সংশ্লিষ্ট কর্তৃপক্ষ বিষয়টি খতিয়ে দেখছে। জেলা প্রশাসনের পক্ষ থেকে প্রয়োজনীয় ব্যবস্থা গ্রহণ করা হয়েছে বলে জানানো হয়। এ বিষয়ে পুলিশ মামলা দায়ের করেছে এবং তদন্ত অব্যাহত রয়েছে। স্থানীয় সূত্রে জানা যায় এলাকায় বিভিন্ন কার্যক্রম চলমান রয়েছে এবং সংশ্লিষ্ট কর্তৃপক্ষ বিষয়টি খতিয়ে দেখছে। জেলা প্রশাসনের পক্ষ থেকে প্রয়োজনীয় ব্যবস্থা গ্রহণ করা হয়েছে বলে জানানো হয়। এ বিষয়ে পুলিশ মামলা দায়ের করেছে এবং তদন্ত অব্যাহত রয়েছে। স্থানীয় সূত্রে জানা যায় এলাকায় বিভিন্ন কার্যক্রম চলমান রয়েছে এবং সংশ্লিষ্ট কর্তৃপক্ষ বিষয়টি খতিয়ে দেখছে। জেলা প্রশাসনের পক্ষ থেকে প্রয়োজনীয় ব্যবস্থা গ্রহণ করা হয়েছে বলে জানানো হয়। এ বিষয়ে পুলিশ মামলা দায়ের করেছে এবং তদন্ত অব্যাহত রয়েছে। স্থানীয় সূত্রে জানা যায় এলাকায় বিভিন্ন কার্যক্রম চলমান রয়েছে এবং সংশ্লিষ্ট কর্তৃপক্ষ বিষয়টি খতিয়ে দেখছে। জেলা প্রশাসনের পক্ষ থেকে প্রয়োজনীয় ব্যবস্থা গ্রহণ করা হয়েছে বলে জানানো হয়। এ বিষয়ে পুলিশ মামলা দায়ের করেছে এবং তদন্ত অব্যাহত রয়েছে। স্থানীয় সূত্রে জানা যায় এলাকায় বিভিন্ন কার্যক্রম চলমান রয়েছে এবং সংশ্লিষ্ট কর্তৃপক্ষ বিষয়টি খতিয়ে দেখছে। জেলা প্রশাসনের পক্ষ থেকে প্রয়োজনীয় ব্যবস্থা গ্রহণ করা হয়েছে বলে জানানো হয়। এ বিষয়ে পুলিশ মামলা দায়ের করেছে এবং তদন্ত অব্যাহত রয়েছে। স্থানীয় সূত্রে জানা যায় এলাকায় বিভিন্ন কার্যক্রম চলমান রয়েছে এবং সংশ্লিষ্ট কর্তৃপক্ষ বিষয়টি খতিয়ে দেখছে। জেলা প্রশাসনের পক্ষ থেকে প্রয়োজনীয় ব্যবস্থা গ্রহণ করা হয়েছে বলে জানানো হয়। এ বিষয়ে পুলিশ মামলা দায়ের করেছে এবং তদন্ত অব্যাহত রয়েছে। স্থানীয় সূত্রে জানা যায় এলাকায় বিভিন্ন কার্যক্রম চলমান রয়েছে এবং সংশ্লিষ্ট কর্তৃপক্ষ বিষয়টি খতিয়ে দেখছে। জেলা প্রশাসনের পক্ষ থেকে প্রয়োজনীয় ব্যবস্থা গ্রহণ করা হয়েছে বলে জানানো হয়। এ বিষয়ে পুলিশ মামলা দায়ের করেছে এবং তদন্ত অব্যাহত রয়েছে। স্থানীয় সূত্রে জানা যায় এলাকায় বিভিন্ন কার্যক্রম চলমান রয়েছে এবং সংশ্লিষ্ট কর্তৃপক্ষ বিষয়টি খতিয়ে দেখছে। জেলা প্রশাসনের পক্ষ থেকে প্রয়োজনীয় ব্যবস্থা গ্রহণ করা হয়েছে বলে জানানো হয়। এ বিষয়ে পুলিশ মামলা দায়ের করেছে এবং তদন্ত অব্যাহত রয়েছে। স্থানীয় সূত্রে জানা যায় এলাকায় বিভিন্ন কার্যক্রম চলমান রয়েছে এবং সংশ্লিষ্ট কর্তৃপক্ষ বিষয়টি খতিয়ে দেখছে। জেলা প্রশাসনের পক্ষ থেকে প্রয়োজনীয় ব্যবস্থা গ্রহণ করা হয়েছে বলে জানানো হয়। এ বিষয়ে পুলিশ মামলা দায়ের করেছে এবং তদন্ত অব্যাহত রয়েছে। স্থানীয় সূত্রে জানা যায় এলাকায় বিভিন্ন কার্যক্রম চলমান রয়েছে এবং সংশ্লিষ্ট কর্তৃপক্ষ বিষয়টি খতিয়ে দেখছে। জেলা প্রশাসনের পক্ষ থেকে প্রয়োজনীয় ব্যবস্থা গ্রহণ করা হয়েছে বলে জানানো হয়। এ বিষয়ে পুলিশ মামলা দায়ের করেছে এবং তদন্ত অব্যাহত রয়েছে। স্থানীয় সূত্রে জানা যায় এলাকায় বিভিন্ন কার্যক্রম চলমান রয়েছে এবং সংশ্লিষ্ট কর্তৃপক্ষ বিষয়টি খতিয়ে দেখছে। জেলা প্রশাসনের পক্ষ থেকে প্রয়োজনীয় ব্যবস্থা গ্রহণ করা হয়েছে বলে জানানো হয়। এ বিষয়ে পুলিশ মামলা দায়ের করেছে এবং তদন্ত অব্যাহত রয়েছে। স্থানীয় সূত্রে জানা যায় এলাকায় বিভিন্ন কার্যক্রম চলমান রয়েছে এবং সংশ্লিষ্ট কর্তৃপক্ষ বিষয়টি খতিয়ে দেখছে। জেলা প্রশাসনের পক্ষ থেকে প্রয়োজনীয় ব্যবস্থা গ্রহণ করা হয়েছে বলে জানানো হয়। এ বিষয়ে পুলিশ মামলা দায়ের করেছে এবং তদন্ত অব্যাহত রয়েছে। স্থানীয় সূত্রে জানা যায় এলাকায় বিভিন্ন কার্যক্রম চলমান রয়েছে এবং সংশ্লিষ্ট কর্তৃপক্ষ বিষয়টি খতিয়ে দেখছে। জেলা প্রশাসনের পক্ষ থেকে প্রয়োজনীয় ব্যবস্থা গ্রহণ করা হয়েছে বলে জানানো হয়। এ বিষয়ে পুলিশ মামলা দায়ের করেছে এবং তদন্ত অব্যাহত রয়েছে। স্থানীয় সূত্রে জানা যায় এলাকায় বিভিন্ন কার্যক্রম চলমান রয়েছে এবং সংশ্লিষ্ট কর্তৃপক্ষ বিষয়টি খতিয়ে দেখছে। জেলা প্রশাসনের পক্ষ থেকে প্রয়োজনীয় ব্যবস্থা গ্রহণ করা হয়েছে বলে জানানো হয়। এ বিষয়ে পুলিশ মামলা দায়ের করেছে এবং তদন্ত অব্যাহত রয়েছে। <box>587 285 690 1478</box>
horoscope-sign <box>704 1768 798 1778</box>
article-body: স্থানীয় সূত্রে জানা যায় এলাকায় বিভিন্ন কার্যক্রম চলমান রয়েছে এবং সংশ্লিষ্ট কর্তৃপক্ষ বিষয়টি খতিয়ে দেখছে। জেলা প্রশাসনের পক্ষ থেকে প্রয়োজনীয় ব্যবস্থা গ্রহণ করা হয়েছে বলে জানানো হয়। এ বিষয়ে পুলিশ মামলা দায়ের করেছে এবং তদন্ত অব্যাহত রয়েছে। স্থানীয় সূত্রে জানা যায় এলাকায় বিভিন্ন কার্যক্রম চলমান রয়েছে এবং সংশ্লিষ্ট কর্তৃপক্ষ বিষয়টি খতিয়ে দেখছে। জেলা প্রশাসনের পক্ষ থেকে প্রয়োজনীয় ব্যবস্থা গ্রহণ করা হয়েছে বলে জানানো হয়। এ বিষয়ে পুলিশ মামলা দায়ের করেছে এবং তদন্ত অব্যাহত রয়েছে। স্থানীয় সূত্রে জানা যায় এলাকায় বিভিন্ন কার্যক্রম চলমান রয়েছে এবং সংশ্লিষ্ট কর্তৃপক্ষ বিষয়টি খতিয়ে দেখছে। জেলা প্রশাসনের পক্ষ থেকে প্রয়োজনীয় ব্যবস্থা গ্রহণ করা হয়েছে বলে জানানো হয়। এ বিষয়ে পুলিশ মামলা দায়ের করেছে এবং তদন্ত অব্যাহত রয়েছে। স্থানীয় সূত্রে জানা যায় এলাকায় বিভিন্ন কার্যক্রম চলমান রয়েছে এবং সংশ্লিষ্ট কর্তৃপক্ষ বিষয়টি খতিয়ে দেখছে। জেলা প্রশাসনের পক্ষ থেকে প্রয়োজনীয় ব্যবস্থা গ্রহণ করা হয়েছে বলে জানানো হয়। এ বিষয়ে পুলিশ মামলা দায়ের করেছে এবং তদন্ত অব্যাহত রয়েছে। স্থানীয় সূত্রে জানা যায় এলাকায় বিভিন্ন কার্যক্রম চলমান রয়েছে এবং সংশ্লিষ্ট কর্তৃপক্ষ বিষয়টি খতিয়ে দেখছে। জেলা প্রশাসনের পক্ষ থেকে প্রয়োজনীয় ব্যবস্থা গ্রহণ করা হয়েছে বলে জানানো হয়। এ বিষয়ে পুলিশ মামলা দায়ের করেছে এবং তদন্ত অব্যাহত রয়েছে। স্থানীয় সূত্রে জানা যায় এলাকায় বিভিন্ন কার্যক্রম চলমান রয়েছে এবং সংশ্লিষ্ট কর্তৃপক্ষ বিষয়টি খতিয়ে দেখছে। জেলা প্রশাসনের পক্ষ থেকে প্রয়োজনীয় ব্যবস্থা গ্রহণ করা হয়েছে বলে জানানো হয়। এ বিষয়ে পুলিশ মামলা দায়ের করেছে এবং তদন্ত অব্যাহত রয়েছে। স্থানীয় সূত্রে জানা যায় এলাকায় বিভিন্ন কার্যক্রম চলমান রয়েছে এবং সংশ্লিষ্ট কর্তৃপক্ষ বিষয়টি খতিয়ে দেখছে। জেলা প্রশাসনের পক্ষ থেকে প্রয়োজনীয় ব্যবস্থা গ্রহণ করা হয়েছে বলে জানানো হয়। এ বিষয়ে পুলিশ মামলা দায়ের করেছে এবং তদন্ত অব্যাহত রয়েছে। স্থানীয় সূত্রে জানা যায় এলাকায় বিভিন্ন কার্যক্রম চলমান রয়েছে এবং সংশ্লিষ্ট কর্তৃপক্ষ বিষয়টি খতিয়ে দেখছে। জেলা প্রশাসনের পক্ষ থেকে প্রয়োজনীয় ব্যবস্থা গ্রহণ করা হয়েছে বলে জানানো হয়। এ বিষয়ে পুলিশ মামলা দায়ের করেছে এবং তদন্ত অব্যাহত রয়েছে। স্থানীয় সূত্রে জানা যায় এলাকায় বিভিন্ন কার্যক্রম চলমান রয়েছে এবং সংশ্লিষ্ট কর্তৃপক্ষ বিষয়টি খতিয়ে দেখছে। জেলা প্রশাসনের পক্ষ থেকে প্রয়োজনীয় ব্যবস্থা গ্রহণ করা হয়েছে বলে জানানো হয়। এ বিষয়ে পুলিশ মামলা দায়ের করেছে এবং তদন্ত অব্যাহত রয়েছে। <box>700 744 901 1047</box>
horoscope-title: আপনার রাশিফল <box>701 1688 900 1706</box>
horoscope-sign-name: কন্যা <box>816 1780 828 1788</box>
article-body: স্থানীয় সূত্রে জানা যায় এলাকায় বিভিন্ন কার্যক্রম চলমান রয়েছে এবং সংশ্লিষ্ট কর্তৃপক্ষ বিষয়টি খতিয়ে দেখছে। জেলা প্রশাসনের পক্ষ থেকে প্রয়োজনীয় ব্যবস্থা গ্রহণ করা হয়েছে বলে জানানো হয়। এ বিষয়ে পুলিশ মামলা দায়ের করেছে এবং তদন্ত অব্যাহত রয়েছে। স্থানীয় সূত্রে জানা যায় এলাকায় বিভিন্ন কার্যক্রম চলমান রয়েছে এবং সংশ্লিষ্ট কর্তৃপক্ষ বিষয়টি খতিয়ে দেখছে। জেলা প্রশাসনের পক্ষ থেকে প্রয়োজনীয় ব্যবস্থা গ্রহণ করা হয়েছে বলে জানানো হয়। এ বিষয়ে পুলিশ মামলা দায়ের করেছে এবং তদন্ত অব্যাহত রয়েছে। স্থানীয় সূত্রে জানা যায় এলাকায় বিভিন্ন কার্যক্রম চলমান রয়েছে এবং সংশ্লিষ্ট কর্তৃপক্ষ বিষয়টি খতিয়ে দেখছে। জেলা প্রশাসনের পক্ষ থেকে প্রয়োজনীয় ব্যবস্থা গ্রহণ করা হয়েছে বলে জানানো হয়। এ বিষয়ে পুলিশ মামলা দায়ের করেছে এবং তদন্ত অব্যাহত রয়েছে। স্থানীয় সূত্রে জানা যায় এলাকায় বিভিন্ন কার্যক্রম চলমান রয়েছে এবং সংশ্লিষ্ট কর্তৃপক্ষ বিষয়টি খতিয়ে দেখছে। জেলা প্রশাসনের পক্ষ থেকে প্রয়োজনীয় ব্যবস্থা গ্রহণ করা হয়েছে বলে জানানো হয়। এ বিষয়ে পুলিশ মামলা দায়ের করেছে এবং তদন্ত অব্যাহত রয়েছে। স্থানীয় সূত্রে জানা যায় এলাকায় বিভিন্ন কার্যক্রম চলমান রয়েছে এবং সংশ্লিষ্ট কর্তৃপক্ষ বিষয়টি খতিয়ে দেখছে। জেলা প্রশাসনের পক্ষ থেকে প্রয়োজনীয় ব্যবস্থা গ্রহণ করা হয়েছে বলে জানানো হয়। এ বিষয়ে পুলিশ মামলা দায়ের করেছে এবং তদন্ত অব্যাহত রয়েছে। স্থানীয় সূত্রে জানা যায় এলাকায় বিভিন্ন কার্যক্রম চলমান রয়েছে এবং সংশ্লিষ্ট কর্তৃপক্ষ বিষয়টি খতিয়ে দেখছে। জেলা প্রশাসনের পক্ষ থেকে প্রয়োজনীয় ব্যবস্থা গ্রহণ করা হয়েছে বলে জানানো হয়। এ বিষয়ে পুলিশ মামলা দায়ের করেছে এবং তদন্ত অব্যাহত রয়েছে। স্থানীয় সূত্রে জানা যায় এলাকায় বিভিন্ন কার্যক্রম চলমান রয়েছে এবং সংশ্লিষ্ট কর্তৃপক্ষ বিষয়টি খতিয়ে দেখছে। জেলা প্রশাসনের পক্ষ থেকে প্রয়োজনীয় ব্যবস্থা গ্রহণ করা হয়েছে বলে জানানো হয়। এ বিষয়ে পুলিশ মামলা দায়ের করেছে এবং তদন্ত অব্যাহত রয়েছে। স্থানীয় সূত্রে জানা যায় এলাকায় বিভিন্ন কার্যক্রম চলমান রয়েছে এবং সংশ্লিষ্ট কর্তৃপক্ষ বিষয়টি খতিয়ে দেখছে। জেলা প্রশাসনের পক্ষ থেকে প্রয়োজনীয় ব্যবস্থা গ্রহণ করা হয়েছে বলে জানানো হয়। এ বিষয়ে পুলিশ মামলা দায়ের করেছে এবং তদন্ত অব্যাহত রয়েছে। স্থানীয় সূত্রে জানা যায় এলাকায় বিভিন্ন কার্যক্রম চলমান রয়েছে এবং সংশ্লিষ্ট কর্তৃপক্ষ বিষয়টি খতিয়ে দেখছে। জেলা প্রশাসনের পক্ষ থেকে প্রয়োজনীয় ব্যবস্থা গ্রহণ করা হয়েছে বলে জানানো হয়। এ বিষয়ে পুলিশ মামলা দায়ের করেছে এবং তদন্ত অব্যাহত রয়েছে। স্থানীয় সূত্রে জানা যায় এলাকায় বিভিন্ন কার্যক্রম চলমান রয়েছে এবং সংশ্লিষ্ট কর্তৃপক্ষ বিষয়টি খতিয়ে দেখছে। জেলা প্রশাসনের পক্ষ থেকে প্রয়োজনীয় ব্যবস্থা গ্রহণ করা হয়েছে বলে জানানো হয়। এ বিষয়ে পুলিশ মামলা দায়ের করেছে এবং তদন্ত অব্যাহত রয়েছে। স্থানীয় সূত্রে জানা যায় এলাকায় বিভিন্ন কার্যক্রম চলমান রয়েছে এবং সংশ্লিষ্ট কর্তৃপক্ষ বিষয়টি খতিয়ে দেখছে। জেলা প্রশাসনের পক্ষ থেকে প্রয়োজনীয় ব্যবস্থা গ্রহণ করা হয়েছে বলে জানানো হয়। এ বিষয়ে পুলিশ মামলা দায়ের করেছে এবং তদন্ত অব্যাহত রয়েছে। <box>340 675 577 987</box>
horoscope-sign-name: মকর <box>816 1805 827 1813</box>
headline-a10: দ্বিতীয় ধাপের প্রাথমিক <box>196 1326 324 1344</box>
continued-label: (শেষ পাতার পর) <box>437 664 479 672</box>
headline-a11: কৃষক সেজে পাচারকালে <box>192 2131 329 2148</box>
headline-a4: দেশে চালু হচ্ছে <box>54 730 142 747</box>
headline-a2: অর্থ আত্মসাতের <box>212 96 308 113</box>
headline-a8: জিম-টপসপরায় <box>53 2243 142 2260</box>
continued-label: (শেষ পাতার পর) <box>77 750 119 757</box>
horoscope-sign-name: মীন <box>816 1817 825 1825</box>
continued-label: (শেষ পাতার পর) <box>77 2055 119 2062</box>
zodiac-icon: ✦ <box>704 1780 715 1790</box>
article-body: স্থানীয় সূত্রে জানা যায় এলাকায় বিভিন্ন কার্যক্রম চলমান রয়েছে এবং সংশ্লিষ্ট কর্তৃপক্ষ বিষয়টি খতিয়ে দেখছে। জেলা প্রশাসনের পক্ষ থেকে প্রয়োজনীয় ব্যবস্থা গ্রহণ করা হয়েছে বলে জানানো হয়। এ বিষয়ে পুলিশ মামলা দায়ের করেছে এবং তদন্ত অব্যাহত রয়েছে। স্থানীয় সূত্রে জানা যায় এলাকায় বিভিন্ন কার্যক্রম চলমান রয়েছে এবং সংশ্লিষ্ট কর্তৃপক্ষ বিষয়টি খতিয়ে দেখছে। জেলা প্রশাসনের পক্ষ থেকে প্রয়োজনীয় ব্যবস্থা গ্রহণ করা হয়েছে বলে জানানো হয়। এ বিষয়ে পুলিশ মামলা দায়ের করেছে এবং তদন্ত অব্যাহত রয়েছে। স্থানীয় সূত্রে জানা যায় এলাকায় বিভিন্ন কার্যক্রম চলমান রয়েছে এবং সংশ্লিষ্ট কর্তৃপক্ষ বিষয়টি খতিয়ে দেখছে। জেলা প্রশাসনের পক্ষ থেকে প্রয়োজনীয় ব্যবস্থা গ্রহণ করা হয়েছে বলে জানানো হয়। এ বিষয়ে পুলিশ মামলা দায়ের করেছে এবং তদন্ত অব্যাহত রয়েছে। স্থানীয় সূত্রে জানা যায় এলাকায় বিভিন্ন কার্যক্রম চলমান রয়েছে এবং সংশ্লিষ্ট কর্তৃপক্ষ বিষয়টি খতিয়ে দেখছে। জেলা প্রশাসনের পক্ষ থেকে প্রয়োজনীয় ব্যবস্থা গ্রহণ করা হয়েছে বলে জানানো হয়। এ বিষয়ে পুলিশ মামলা দায়ের করেছে এবং তদন্ত অব্যাহত রয়েছে। স্থানীয় সূত্রে জানা যায় এলাকায় বিভিন্ন কার্যক্রম চলমান রয়েছে এবং সংশ্লিষ্ট কর্তৃপক্ষ বিষয়টি খতিয়ে দেখছে। জেলা প্রশাসনের পক্ষ থেকে প্রয়োজনীয় ব্যবস্থা গ্রহণ করা হয়েছে বলে জানানো হয়। এ বিষয়ে পুলিশ মামলা দায়ের করেছে এবং তদন্ত অব্যাহত রয়েছে। স্থানীয় সূত্রে জানা যায় এলাকায় বিভিন্ন কার্যক্রম চলমান রয়েছে এবং সংশ্লিষ্ট কর্তৃপক্ষ বিষয়টি খতিয়ে দেখছে। জেলা প্রশাসনের পক্ষ থেকে প্রয়োজনীয় ব্যবস্থা গ্রহণ করা হয়েছে বলে জানানো হয়। এ বিষয়ে পুলিশ মামলা দায়ের করেছে এবং তদন্ত অব্যাহত রয়েছে। স্থানীয় সূত্রে জানা যায় এলাকায় বিভিন্ন কার্যক্রম চলমান রয়েছে এবং সংশ্লিষ্ট কর্তৃপক্ষ বিষয়টি খতিয়ে দেখছে। জেলা প্রশাসনের পক্ষ থেকে প্রয়োজনীয় ব্যবস্থা গ্রহণ করা হয়েছে বলে জানানো হয়। এ বিষয়ে পুলিশ মামলা দায়ের করেছে এবং তদন্ত অব্যাহত রয়েছে। স্থানীয় সূত্রে জানা যায় এলাকায় বিভিন্ন কার্যক্রম চলমান রয়েছে এবং সংশ্লিষ্ট কর্তৃপক্ষ বিষয়টি খতিয়ে দেখছে। জেলা প্রশাসনের পক্ষ থেকে প্রয়োজনীয় ব্যবস্থা গ্রহণ করা হয়েছে বলে জানানো হয়। এ বিষয়ে পুলিশ মামলা দায়ের করেছে এবং তদন্ত অব্যাহত রয়েছে। স্থানীয় সূত্রে জানা যায় এলাকায় বিভিন্ন কার্যক্রম চলমান রয়েছে এবং সংশ্লিষ্ট কর্তৃপক্ষ বিষয়টি খতিয়ে দেখছে। জেলা প্রশাসনের পক্ষ থেকে প্রয়োজনীয় ব্যবস্থা গ্রহণ করা হয়েছে বলে জানানো হয়। এ বিষয়ে পুলিশ মামলা দায়ের করেছে এবং তদন্ত অব্যাহত রয়েছে। স্থানীয় সূত্রে জানা যায় এলাকায় বিভিন্ন কার্যক্রম চলমান রয়েছে এবং সংশ্লিষ্ট কর্তৃপক্ষ বিষয়টি খতিয়ে দেখছে। জেলা প্রশাসনের পক্ষ থেকে প্রয়োজনীয় ব্যবস্থা গ্রহণ করা হয়েছে বলে জানানো হয়। এ বিষয়ে পুলিশ মামলা দায়ের করেছে এবং তদন্ত অব্যাহত রয়েছে। স্থানীয় সূত্রে জানা যায় এলাকায় বিভিন্ন কার্যক্রম চলমান রয়েছে এবং সংশ্লিষ্ট কর্তৃপক্ষ বিষয়টি খতিয়ে দেখছে। জেলা প্রশাসনের পক্ষ থেকে প্রয়োজনীয় ব্যবস্থা গ্রহণ করা হয়েছে বলে জানানো হয়। এ বিষয়ে পুলিশ মামলা দায়ের করেছে এবং তদন্ত অব্যাহত রয়েছে। স্থানীয় সূত্রে জানা যায় এলাকায় বিভিন্ন কার্যক্রম চলমান রয়েছে এবং সংশ্লিষ্ট কর্তৃপক্ষ বিষয়টি খতিয়ে দেখছে। জেলা প্রশাসনের পক্ষ থেকে প্রয়োজনীয় ব্যবস্থা গ্রহণ করা হয়েছে বলে জানানো হয়। এ বিষয়ে পুলিশ মামলা দায়ের করেছে এবং তদন্ত অব্যাহত রয়েছে। <box>15 1224 180 1735</box>
horoscope-sign <box>704 1792 798 1803</box>
headline-a9: কাস্টমারের কেয়ার নম্বর <box>194 664 326 681</box>
headline-a5: শেষ পর্যন্ত কিনারা <box>48 1193 148 1211</box>
masthead <box>15 62 901 92</box>
continued-label: (শেষ পাতার পর) <box>437 115 479 123</box>
horoscope-tithi: আজকের দিনের তিথি ঃ কৃষ্ণপক্ষে ষষ্ঠী <box>743 1729 859 1738</box>
article-body: স্থানীয় সূত্রে জানা যায় এলাকায় বিভিন্ন কার্যক্রম চলমান রয়েছে এবং সংশ্লিষ্ট কর্তৃপক্ষ বিষয়টি খতিয়ে দেখছে। জেলা প্রশাসনের পক্ষ থেকে প্রয়োজনীয় ব্যবস্থা গ্রহণ করা হয়েছে বলে জানানো হয়। এ বিষয়ে পুলিশ মামলা দায়ের করেছে এবং তদন্ত অব্যাহত রয়েছে। স্থানীয় সূত্রে জানা যায় এলাকায় বিভিন্ন কার্যক্রম চলমান রয়েছে এবং সংশ্লিষ্ট কর্তৃপক্ষ বিষয়টি খতিয়ে দেখছে। জেলা প্রশাসনের পক্ষ থেকে প্রয়োজনীয় ব্যবস্থা গ্রহণ করা হয়েছে বলে জানানো হয়। এ বিষয়ে পুলিশ মামলা দায়ের করেছে এবং তদন্ত অব্যাহত রয়েছে। স্থানীয় সূত্রে জানা যায় এলাকায় বিভিন্ন কার্যক্রম চলমান রয়েছে এবং সংশ্লিষ্ট কর্তৃপক্ষ বিষয়টি খতিয়ে দেখছে। জেলা প্রশাসনের পক্ষ থেকে প্রয়োজনীয় ব্যবস্থা গ্রহণ করা হয়েছে বলে জানানো হয়। এ বিষয়ে পুলিশ মামলা দায়ের করেছে এবং তদন্ত অব্যাহত রয়েছে। স্থানীয় সূত্রে জানা যায় এলাকায় বিভিন্ন কার্যক্রম চলমান রয়েছে এবং সংশ্লিষ্ট কর্তৃপক্ষ বিষয়টি খতিয়ে দেখছে। জেলা প্রশাসনের পক্ষ থেকে প্রয়োজনীয় ব্যবস্থা গ্রহণ করা হয়েছে বলে জানানো হয়। এ বিষয়ে পুলিশ মামলা দায়ের করেছে এবং তদন্ত অব্যাহত রয়েছে। স্থানীয় সূত্রে জানা যায় এলাকায় বিভিন্ন কার্যক্রম চলমান রয়েছে এবং সংশ্লিষ্ট কর্তৃপক্ষ বিষয়টি খতিয়ে দেখছে। জেলা প্রশাসনের পক্ষ থেকে প্রয়োজনীয় ব্যবস্থা গ্রহণ করা হয়েছে বলে জানানো হয়। এ বিষয়ে পুলিশ মামলা দায়ের করেছে এবং তদন্ত অব্যাহত রয়েছে। স্থানীয় সূত্রে জানা যায় এলাকায় বিভিন্ন কার্যক্রম চলমান রয়েছে এবং সংশ্লিষ্ট কর্তৃপক্ষ বিষয়টি খতিয়ে দেখছে। জেলা প্রশাসনের পক্ষ থেকে প্রয়োজনীয় ব্যবস্থা গ্রহণ করা হয়েছে বলে জানানো হয়। এ বিষয়ে পুলিশ মামলা দায়ের করেছে এবং তদন্ত অব্যাহত রয়েছে। স্থানীয় সূত্রে জানা যায় এলাকায় বিভিন্ন কার্যক্রম চলমান রয়েছে এবং সংশ্লিষ্ট কর্তৃপক্ষ বিষয়টি খতিয়ে দেখছে। জেলা প্রশাসনের পক্ষ থেকে প্রয়োজনীয় ব্যবস্থা গ্রহণ করা হয়েছে বলে জানানো হয়। এ বিষয়ে পুলিশ মামলা দায়ের করেছে এবং তদন্ত অব্যাহত রয়েছে। স্থানীয় সূত্রে জানা যায় এলাকায় বিভিন্ন কার্যক্রম চলমান রয়েছে এবং সংশ্লিষ্ট কর্তৃপক্ষ বিষয়টি খতিয়ে দেখছে। জেলা প্রশাসনের পক্ষ থেকে প্রয়োজনীয় ব্যবস্থা গ্রহণ করা হয়েছে বলে জানানো হয়। এ বিষয়ে পুলিশ মামলা দায়ের করেছে এবং তদন্ত অব্যাহত রয়েছে। স্থানীয় সূত্রে জানা যায় এলাকায় বিভিন্ন কার্যক্রম চলমান রয়েছে এবং সংশ্লিষ্ট কর্তৃপক্ষ বিষয়টি খতিয়ে দেখছে। জেলা প্রশাসনের পক্ষ থেকে প্রয়োজনীয় ব্যবস্থা গ্রহণ করা হয়েছে বলে জানানো হয়। এ বিষয়ে পুলিশ মামলা দায়ের করেছে এবং তদন্ত অব্যাহত রয়েছে। স্থানীয় সূত্রে জানা যায় এলাকায় বিভিন্ন কার্যক্রম চলমান রয়েছে এবং সংশ্লিষ্ট কর্তৃপক্ষ বিষয়টি খতিয়ে দেখছে। জেলা প্রশাসনের পক্ষ থেকে প্রয়োজনীয় ব্যবস্থা গ্রহণ করা হয়েছে বলে জানানো হয়। এ বিষয়ে পুলিশ মামলা দায়ের করেছে এবং তদন্ত অব্যাহত রয়েছে। স্থানীয় সূত্রে জানা যায় এলাকায় বিভিন্ন কার্যক্রম চলমান রয়েছে এবং সংশ্লিষ্ট কর্তৃপক্ষ বিষয়টি খতিয়ে দেখছে। জেলা প্রশাসনের পক্ষ থেকে প্রয়োজনীয় ব্যবস্থা গ্রহণ করা হয়েছে বলে জানানো হয়। এ বিষয়ে পুলিশ মামলা দায়ের করেছে এবং তদন্ত অব্যাহত রয়েছে। স্থানীয় সূত্রে জানা যায় এলাকায় বিভিন্ন কার্যক্রম চলমান রয়েছে এবং সংশ্লিষ্ট কর্তৃপক্ষ বিষয়টি খতিয়ে দেখছে। জেলা প্রশাসনের পক্ষ থেকে প্রয়োজনীয় ব্যবস্থা গ্রহণ করা হয়েছে বলে জানানো হয়। এ বিষয়ে পুলিশ মামলা দায়ের করেছে এবং তদন্ত অব্যাহত রয়েছে। স্থানীয় সূত্রে জানা যায় এলাকায় বিভিন্ন কার্যক্রম চলমান রয়েছে এবং সংশ্লিষ্ট কর্তৃপক্ষ বিষয়টি খতিয়ে দেখছে। জেলা প্রশাসনের পক্ষ থেকে প্রয়োজনীয় ব্যবস্থা গ্রহণ করা হয়েছে বলে জানানো হয়। এ বিষয়ে পুলিশ মামলা দায়ের করেছে এবং তদন্ত অব্যাহত রয়েছে। স্থানীয় সূত্রে জানা যায় এলাকায় বিভিন্ন কার্যক্রম চলমান রয়েছে এবং সংশ্লিষ্ট কর্তৃপক্ষ বিষয়টি খতিয়ে দেখছে। জেলা প্রশাসনের পক্ষ থেকে প্রয়োজনীয় ব্যবস্থা গ্রহণ করা হয়েছে বলে জানানো হয়। এ বিষয়ে পুলিশ মামলা দায়ের করেছে এবং তদন্ত অব্যাহত রয়েছে। স্থানীয় সূত্রে জানা যায় এলাকায় বিভিন্ন কার্যক্রম চলমান রয়েছে এবং সংশ্লিষ্ট কর্তৃপক্ষ বিষয়টি খতিয়ে দেখছে। জেলা প্রশাসনের পক্ষ থেকে প্রয়োজনীয় ব্যবস্থা গ্রহণ করা হয়েছে বলে জানানো হয়। এ বিষয়ে পুলিশ মামলা দায়ের করেছে এবং তদন্ত অব্যাহত রয়েছে। স্থানীয় সূত্রে জানা যায় এলাকায় বিভিন্ন কার্যক্রম চলমান রয়েছে এবং সংশ্লিষ্ট কর্তৃপক্ষ বিষয়টি খতিয়ে দেখছে। জেলা প্রশাসনের পক্ষ থেকে প্রয়োজনীয় ব্যবস্থা গ্রহণ করা হয়েছে বলে জানানো হয়। এ বিষয়ে পুলিশ মামলা দায়ের করেছে এবং তদন্ত অব্যাহত রয়েছে। স্থানীয় সূত্রে জানা যায় এলাকায় বিভিন্ন কার্যক্রম চলমান রয়েছে এবং সংশ্লিষ্ট কর্তৃপক্ষ বিষয়টি খতিয়ে দেখছে। জেলা প্রশাসনের পক্ষ থেকে প্রয়োজনীয় ব্যবস্থা গ্রহণ করা হয়েছে বলে জানানো হয়। এ বিষয়ে পুলিশ মামলা দায়ের করেছে এবং তদন্ত অব্যাহত রয়েছে। স্থানীয় সূত্রে জানা যায় এলাকায় বিভিন্ন কার্যক্রম চলমান রয়েছে এবং সংশ্লিষ্ট কর্তৃপক্ষ বিষয়টি খতিয়ে দেখছে। জেলা প্রশাসনের পক্ষ থেকে প্রয়োজনীয় ব্যবস্থা গ্রহণ করা হয়েছে বলে জানানো হয়। এ বিষয়ে পুলিশ মামলা দায়ের করেছে এবং তদন্ত অব্যাহত রয়েছে। <box>340 126 577 637</box>
horoscope-sign-name: বৃশ্চিক <box>816 1792 831 1801</box>
